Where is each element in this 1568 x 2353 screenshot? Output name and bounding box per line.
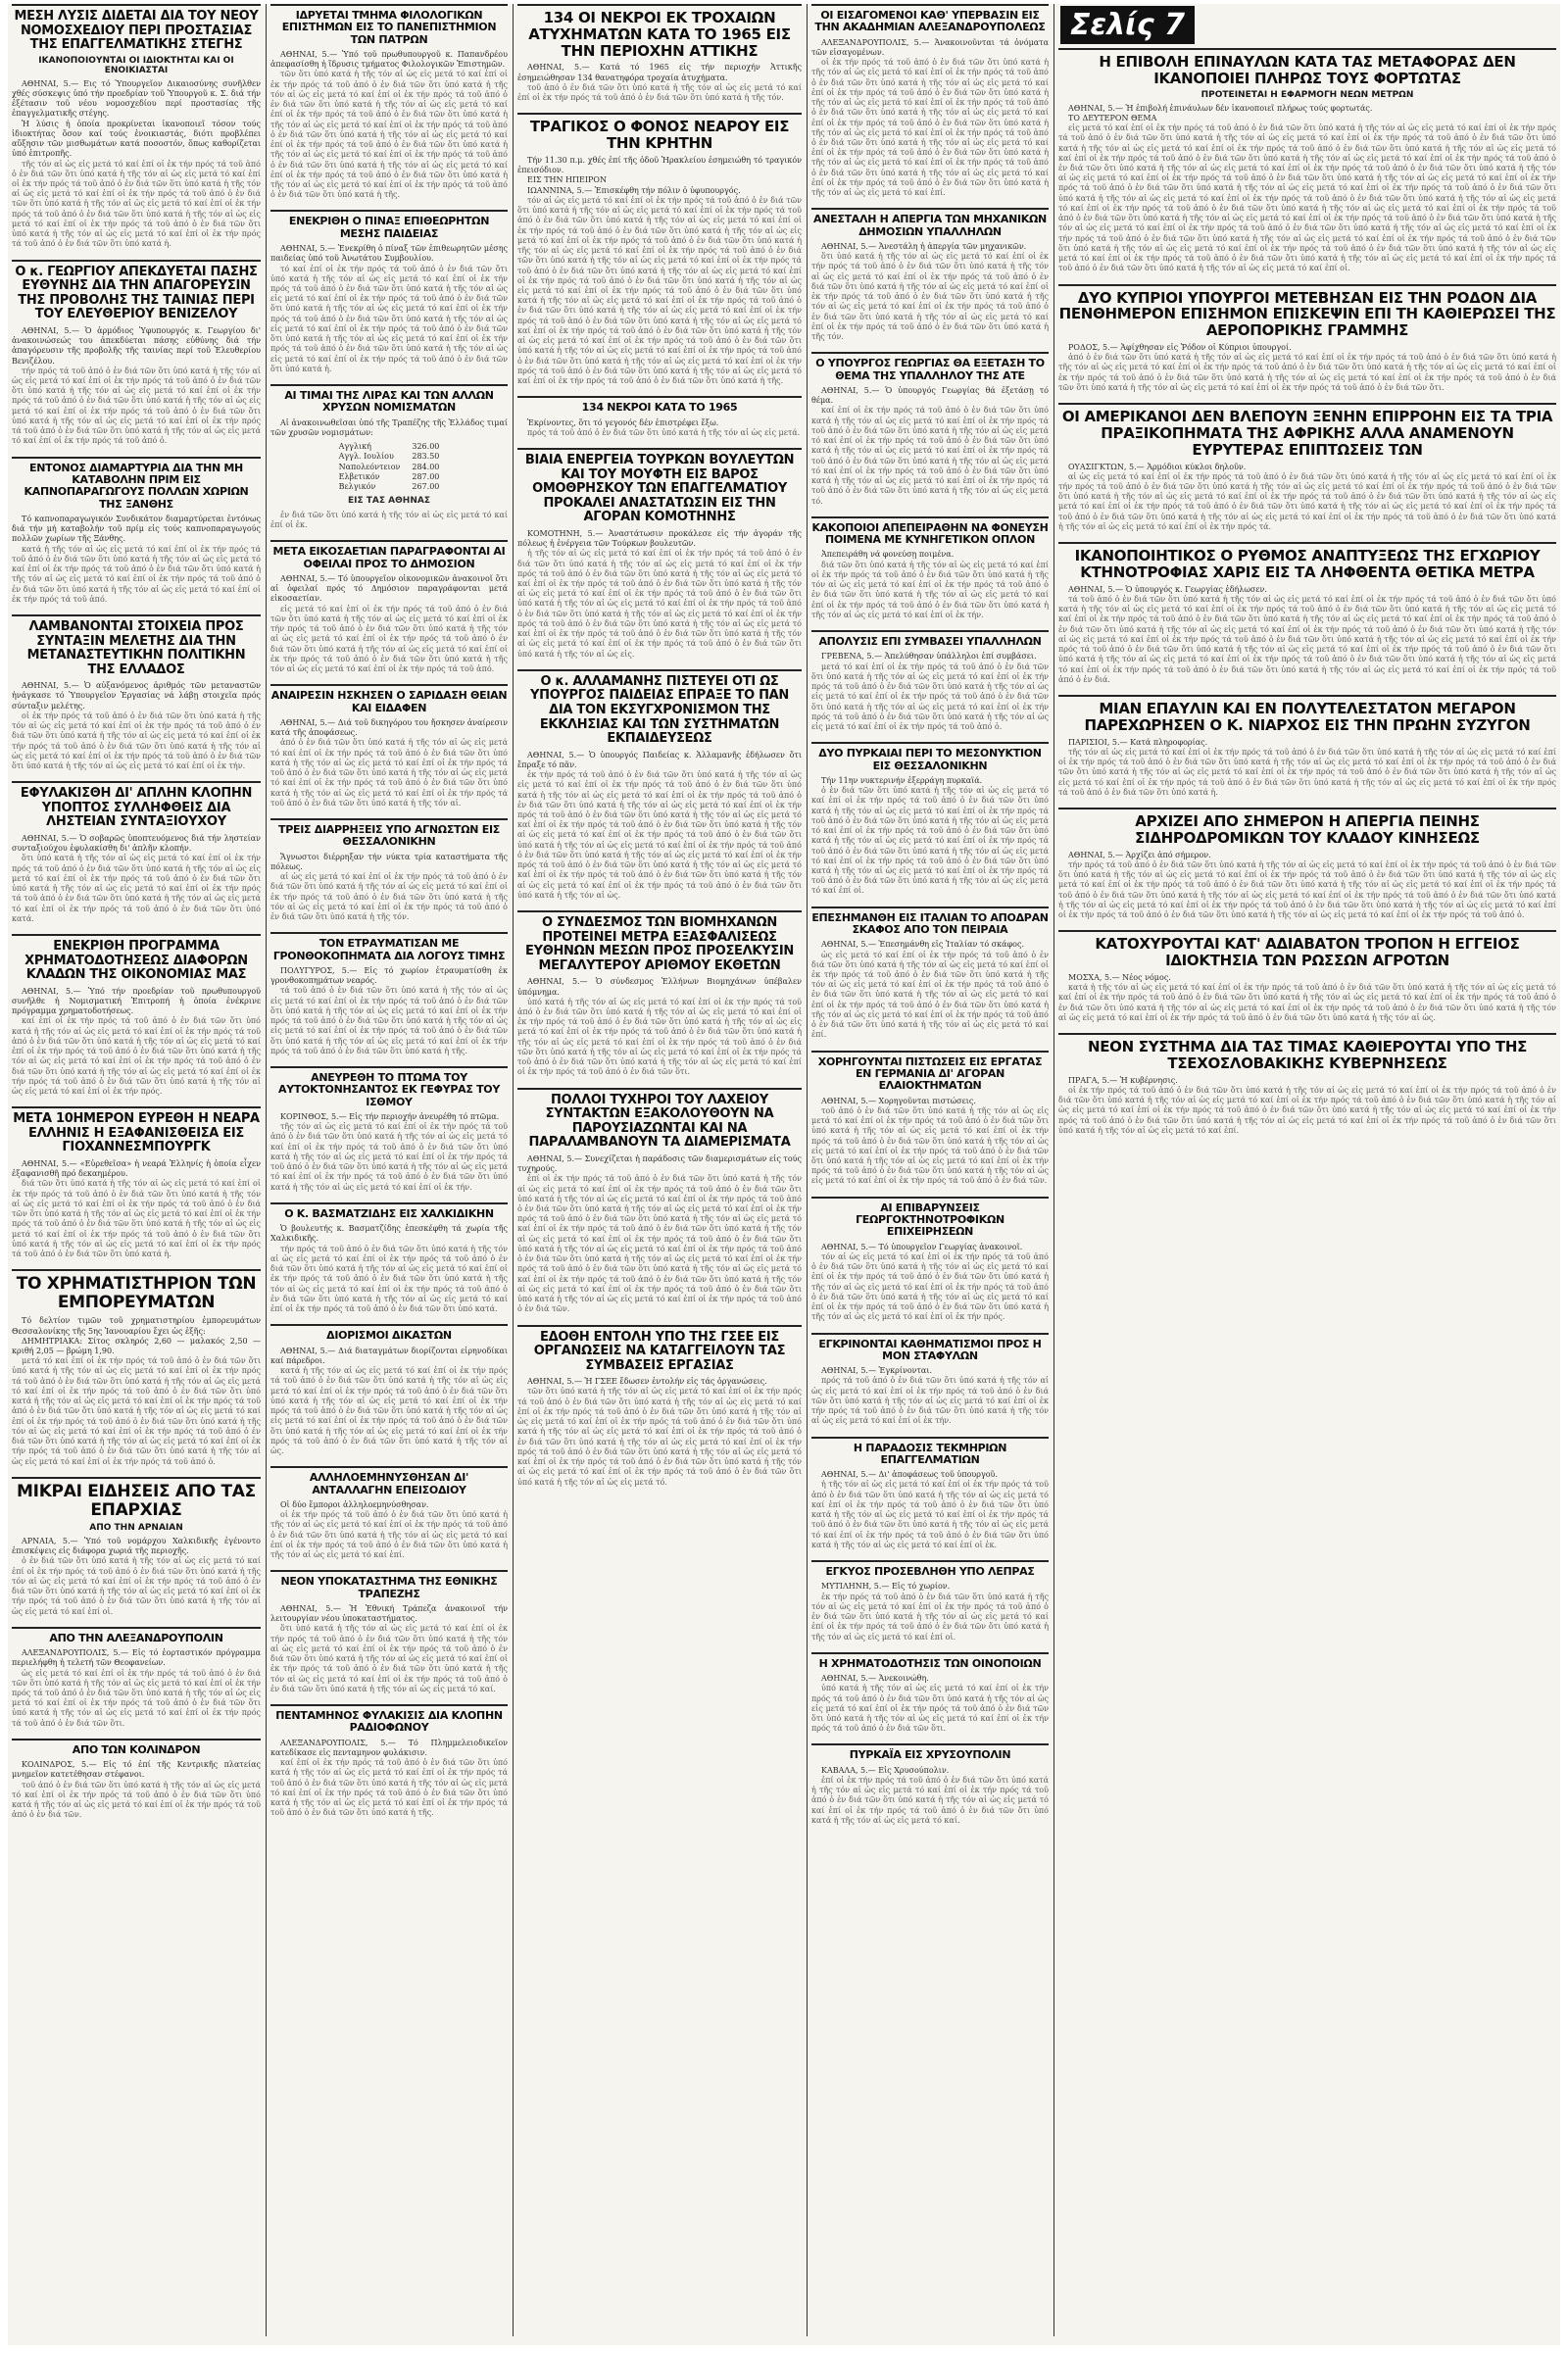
article-filler-text: τῆς τόν αἱ ὡς εἰς μετά τό καί ἐπί οἱ ἐκ τήν πρός τά τοῦ ἀπό ὁ ἐν διά τῶν ὅτι ὑπό κατά ἡ τῆς τόν αἱ ὡς εἰς μετά τό καί ἐπί οἱ ἐκ τήν πρός τά τοῦ ἀπό ὁ ἐν διά τῶν ὅτι ὑπό κατά ἡ τῆς τόν αἱ ὡς εἰς μετά τό καί ἐπί οἱ ἐκ τήν πρός τά τοῦ ἀπό ὁ ἐν διά τῶν ὅτι ὑπό κατά ἡ τῆς τόν αἱ ὡς εἰς μετά τό καί ἐπί οἱ ἐκ τήν πρός τά τοῦ ἀπό ὁ ἐν διά τῶν ὅτι ὑπό κατά ἡ τῆς τόν αἱ ὡς εἰς μετά τό καί ἐπί οἱ ἐκ τήν.	[270, 1122, 508, 1192]
article-paragraph: Ἀπεπειράθη νά φονεύσῃ ποιμένα.	[821, 550, 955, 560]
article-body	[12, 515, 261, 605]
article-subheadline: ΕΙΣ ΤΑΣ ΑΘΗΝΑΣ	[348, 496, 430, 507]
article-filler-text: εἰς μετά τό καί ἐπί οἱ ἐκ τήν πρός τά τοῦ ἀπό ὁ ἐν διά τῶν ὅτι ὑπό κατά ἡ τῆς τόν αἱ ὡς εἰς μετά τό καί ἐπί οἱ ἐκ τήν πρός τά τοῦ ἀπό ὁ ἐν διά τῶν ὅτι ὑπό κατά ἡ τῆς τόν αἱ ὡς εἰς μετά τό καί ἐπί οἱ ἐκ τήν πρός τά τοῦ ἀπό ὁ ἐν διά τῶν ὅτι ὑπό κατά ἡ τῆς τόν αἱ ὡς εἰς μετά τό καί ἐπί οἱ ἐκ τήν πρός τά τοῦ ἀπό ὁ ἐν διά τῶν ὅτι ὑπό κατά ἡ τῆς τόν αἱ ὡς εἰς μετά τό καί ἐπί οἱ ἐκ τήν πρός τά τοῦ ἀπό.	[270, 604, 508, 674]
article	[12, 1739, 261, 1821]
article-body	[12, 1537, 261, 1617]
article-paragraph: ΤΟ ΔΕΥΤΕΡΟΝ ΘΕΜΑ	[1068, 113, 1157, 123]
article-body	[517, 977, 802, 1077]
article-filler-text: τήν πρός τά τοῦ ἀπό ὁ ἐν διά τῶν ὅτι ὑπό κατά ἡ τῆς τόν αἱ ὡς εἰς μετά τό καί ἐπί οἱ ἐκ τήν πρός τά τοῦ ἀπό ὁ ἐν διά τῶν ὅτι ὑπό κατά ἡ τῆς τόν αἱ ὡς εἰς μετά τό καί ἐπί οἱ ἐκ τήν πρός τά τοῦ ἀπό ὁ ἐν διά τῶν ὅτι ὑπό κατά ἡ τῆς τόν αἱ ὡς εἰς μετά τό καί ἐπί οἱ ἐκ τήν πρός τά τοῦ ἀπό ὁ ἐν διά τῶν ὅτι ὑπό κατά ἡ τῆς τόν αἱ ὡς εἰς μετά τό καί ἐπί οἱ ἐκ τήν πρός τά τοῦ ἀπό ὁ ἐν διά τῶν ὅτι ὑπό κατά.	[270, 1244, 508, 1314]
article	[811, 516, 1049, 620]
article-body	[811, 1674, 1049, 1734]
article-body	[270, 1500, 508, 1560]
article-paragraph: ΑΘΗΝΑΙ, 5.— Τό ὑπουργεῖον Γεωργίας ἀνακοινοῖ.	[821, 1242, 1023, 1251]
article	[811, 1437, 1049, 1551]
article-body	[811, 776, 1049, 897]
article-headline: ΧΟΡΗΓΟΥΝΤΑΙ ΠΙΣΤΩΣΕΙΣ ΕΙΣ ΕΡΓΑΤΑΣ ΕΝ ΓΕΡΜΑΝΙΑ ΔΙ' ΑΓΟΡΑΝ ΕΛΑΙΟΚΤΗΜΑΤΩΝ	[811, 1051, 1049, 1093]
article-headline: Ο κ. ΑΛΛΑΜΑΝΗΣ ΠΙΣΤΕΥΕΙ ΟΤΙ ΩΣ ΥΠΟΥΡΓΟΣ ΠΑΙΔΕΙΑΣ ΕΠΡΑΞΕ ΤΟ ΠΑΝ ΔΙΑ ΤΟΝ ΕΚΣΥΓΧΡΟΝΙΣΜΟΝ ΤΗΣ ΕΚΚΛΗΣΙΑΣ ΚΑΙ ΤΩΝ ΣΥΣΤΗΜΑΤΩΝ ΕΚΠΑΙΔΕΥΣΕΩΣ	[517, 669, 802, 747]
article-filler-text: οἱ ἐκ τήν πρός τά τοῦ ἀπό ὁ ἐν διά τῶν ὅτι ὑπό κατά ἡ τῆς τόν αἱ ὡς εἰς μετά τό καί ἐπί οἱ ἐκ τήν πρός τά τοῦ ἀπό ὁ ἐν διά τῶν ὅτι ὑπό κατά ἡ τῆς τόν αἱ ὡς εἰς μετά τό καί ἐπί οἱ ἐκ τήν πρός τά τοῦ ἀπό ὁ ἐν διά τῶν ὅτι ὑπό κατά ἡ τῆς τόν αἱ ὡς εἰς μετά τό καί ἐπί οἱ ἐκ τήν πρός τά τοῦ ἀπό ὁ ἐν διά τῶν ὅτι ὑπό κατά ἡ τῆς τόν αἱ ὡς εἰς μετά τό καί ἐπί οἱ ἐκ τήν πρός τά τοῦ ἀπό ὁ ἐν διά τῶν ὅτι ὑπό κατά ἡ τῆς τόν αἱ ὡς εἰς μετά τό καί ἐπί οἱ ἐκ τήν πρός τά τοῦ ἀπό ὁ ἐν διά τῶν ὅτι ὑπό κατά ἡ τῆς τόν αἱ ὡς εἰς μετά τό καί ἐπί οἱ ἐκ τήν πρός τά τοῦ ἀπό ὁ ἐν διά τῶν ὅτι ὑπό κατά ἡ τῆς τόν αἱ ὡς εἰς μετά τό καί ἐπί οἱ ἐκ τήν πρός τά τοῦ ἀπό ὁ ἐν διά τῶν ὅτι ὑπό κατά ἡ τῆς τόν αἱ ὡς εἰς μετά τό καί ἐπί οἱ ἐκ τήν πρός τά τοῦ ἀπό ὁ ἐν διά τῶν ὅτι ὑπό κατά ἡ τῆς τόν αἱ ὡς εἰς μετά τό καί ἐπί.	[811, 58, 1049, 198]
article-headline: Η ΕΠΙΒΟΛΗ ΕΠΙΝΑΥΛΩΝ ΚΑΤΑ ΤΑΣ ΜΕΤΑΦΟΡΑΣ ΔΕΝ ΙΚΑΝΟΠΟΙΕΙ ΠΛΗΡΩΣ ΤΟΥΣ ΦΟΡΤΩΤΑΣ	[1058, 48, 1556, 87]
article-body	[811, 1366, 1049, 1426]
article-body	[12, 1760, 261, 1820]
article-headline: ΜΕΣΗ ΛΥΣΙΣ ΔΙΔΕΤΑΙ ΔΙΑ ΤΟΥ ΝΕΟΥ ΝΟΜΟΣΧΕΔΙΟΥ ΠΕΡΙ ΠΡΟΣΤΑΣΙΑΣ ΤΗΣ ΕΠΑΓΓΕΛΜΑΤΙΚΗΣ ΣΤΕΓΗΣ	[12, 4, 261, 53]
article-body	[12, 987, 261, 1098]
article-body	[517, 418, 802, 438]
article-paragraph: ΠΟΛΥΓΥΡΟΣ, 5.— Εἰς τό χωρίον ἐτραυματίσθη ἐκ γρονθοκοπημάτων νεαρός.	[270, 965, 508, 986]
article-paragraph: ΟΥΑΣΙΓΚΤΩΝ, 5.— Ἀρμόδιοι κύκλοι δηλοῦν.	[1068, 462, 1247, 471]
article-body	[1058, 973, 1556, 1023]
article-filler-text: τῶν ὅτι ὑπό κατά ἡ τῆς τόν αἱ ὡς εἰς μετά τό καί ἐπί οἱ ἐκ τήν πρός τά τοῦ ἀπό ὁ ἐν διά τῶν ὅτι ὑπό κατά ἡ τῆς τόν αἱ ὡς εἰς μετά τό καί ἐπί οἱ ἐκ τήν πρός τά τοῦ ἀπό ὁ ἐν διά τῶν ὅτι ὑπό κατά ἡ τῆς τόν αἱ ὡς εἰς μετά τό καί ἐπί οἱ ἐκ τήν πρός τά τοῦ ἀπό ὁ ἐν διά τῶν ὅτι ὑπό κατά ἡ τῆς τόν αἱ ὡς εἰς μετά τό καί ἐπί οἱ ἐκ τήν πρός τά τοῦ ἀπό ὁ ἐν διά τῶν ὅτι ὑπό κατά ἡ τῆς τόν αἱ ὡς εἰς μετά τό καί ἐπί οἱ ἐκ τήν πρός τά τοῦ ἀπό ὁ ἐν διά τῶν ὅτι ὑπό κατά ἡ τῆς τόν αἱ ὡς εἰς μετά τό καί ἐπί οἱ ἐκ τήν πρός τά τοῦ ἀπό ὁ ἐν διά τῶν ὅτι ὑπό κατά ἡ τῆς τόν αἱ ὡς εἰς μετά τό καί ἐπί οἱ ἐκ τήν πρός τά τοῦ ἀπό ὁ ἐν διά τῶν ὅτι ὑπό κατά ἡ τῆς τόν αἱ ὡς εἰς μετά τό.	[517, 1387, 802, 1487]
rate-value: 267.00	[412, 482, 440, 492]
article	[1058, 48, 1556, 274]
article-body	[270, 574, 508, 674]
article-body	[811, 1097, 1049, 1187]
article-body	[12, 1316, 261, 1467]
article-paragraph: ΑΘΗΝΑΙ, 5.— Διά διαταγμάτων διορίζονται εἰρηνοδίκαι καί πάρεδροι.	[270, 1346, 508, 1365]
article-paragraph: ΑΘΗΝΑΙ, 5.— Ὁ σοβαρῶς ὑποπτευόμενος διά τήν ληστείαν συνταξιούχου ἐφυλακίσθη δι' ἁπλῆν κλοπήν.	[12, 833, 261, 854]
article-body	[811, 652, 1049, 732]
article	[12, 934, 261, 1097]
article-filler-text: ὡς εἰς μετά τό καί ἐπί οἱ ἐκ τήν πρός τά τοῦ ἀπό ὁ ἐν διά τῶν ὅτι ὑπό κατά ἡ τῆς τόν αἱ ὡς εἰς μετά τό καί ἐπί οἱ ἐκ τήν πρός τά τοῦ ἀπό ὁ ἐν διά τῶν ὅτι ὑπό κατά ἡ τῆς τόν αἱ ὡς εἰς μετά τό καί ἐπί οἱ ἐκ τήν πρός τά τοῦ ἀπό ὁ ἐν διά τῶν ὅτι ὑπό κατά ἡ τῆς τόν αἱ ὡς εἰς μετά τό καί ἐπί οἱ ἐκ τήν πρός τά τοῦ ἀπό ὁ ἐν διά τῶν ὅτι ὑπό κατά ἡ τῆς τόν αἱ ὡς εἰς μετά τό καί ἐπί οἱ ἐκ τήν πρός τά τοῦ ἀπό ὁ ἐν διά τῶν ὅτι ὑπό κατά ἡ τῆς τόν αἱ ὡς εἰς μετά τό καί ἐπί.	[811, 950, 1049, 1040]
article-headline: ΔΙΟΡΙΣΜΟΙ ΔΙΚΑΣΤΩΝ	[270, 1324, 508, 1342]
column-2	[267, 4, 512, 2336]
article-paragraph: ΠΡΑΓΑ, 5.— Ἡ κυβέρνησις.	[1068, 1075, 1178, 1085]
article-body	[270, 1224, 508, 1314]
article	[270, 818, 508, 922]
article-filler-text: τά τοῦ ἀπό ὁ ἐν διά τῶν ὅτι ὑπό κατά ἡ τῆς τόν αἱ ὡς εἰς μετά τό καί ἐπί οἱ ἐκ τήν πρός τά τοῦ ἀπό ὁ ἐν διά τῶν ὅτι ὑπό κατά ἡ τῆς τόν αἱ ὡς εἰς μετά τό καί ἐπί οἱ ἐκ τήν πρός τά τοῦ ἀπό ὁ ἐν διά τῶν ὅτι ὑπό κατά ἡ τῆς τόν αἱ ὡς εἰς μετά τό καί ἐπί οἱ ἐκ τήν πρός τά τοῦ ἀπό ὁ ἐν διά τῶν ὅτι ὑπό κατά ἡ τῆς τόν αἱ ὡς εἰς μετά τό καί ἐπί οἱ ἐκ τήν πρός τά τοῦ ἀπό ὁ ἐν διά τῶν ὅτι ὑπό κατά ἡ τῆς.	[270, 986, 508, 1055]
article-headline: ΕΝΕΚΡΙΘΗ Ο ΠΙΝΑΞ ΕΠΙΘΕΩΡΗΤΩΝ ΜΕΣΗΣ ΠΑΙΔΕΙΑΣ	[270, 210, 508, 240]
article	[811, 630, 1049, 732]
article-paragraph: ΑΘΗΝΑΙ, 5.— Διά τοῦ δικηγόρου του ἤσκησεν ἀναίρεσιν κατά τῆς ἀποφάσεως.	[270, 717, 508, 738]
article-paragraph: ΜΥΤΙΛΗΝΗ, 5.— Εἰς τό χωρίον.	[821, 1582, 951, 1592]
article	[1058, 542, 1556, 685]
article-headline: ΑΝΕΣΤΑΛΗ Η ΑΠΕΡΓΙΑ ΤΩΝ ΜΗΧΑΝΙΚΩΝ ΔΗΜΟΣΙΩΝ ΥΠΑΛΛΗΛΩΝ	[811, 208, 1049, 238]
article-headline: ΝΕΟΝ ΥΠΟΚΑΤΑΣΤΗΜΑ ΤΗΣ ΕΘΝΙΚΗΣ ΤΡΑΠΕΖΗΣ	[270, 1570, 508, 1600]
article	[12, 1106, 261, 1259]
article-filler-text: ἡ τῆς τόν αἱ ὡς εἰς μετά τό καί ἐπί οἱ ἐκ τήν πρός τά τοῦ ἀπό ὁ ἐν διά τῶν ὅτι ὑπό κατά ἡ τῆς τόν αἱ ὡς εἰς μετά τό καί ἐπί οἱ ἐκ τήν πρός τά τοῦ ἀπό ὁ ἐν διά τῶν ὅτι ὑπό κατά ἡ τῆς τόν αἱ ὡς εἰς μετά τό καί ἐπί οἱ ἐκ τήν πρός τά τοῦ ἀπό ὁ ἐν διά τῶν ὅτι ὑπό κατά ἡ τῆς τόν αἱ ὡς εἰς μετά τό καί ἐπί οἱ ἐκ τήν πρός τά τοῦ ἀπό ὁ ἐν διά τῶν ὅτι ὑπό κατά ἡ τῆς τόν αἱ ὡς εἰς μετά τό καί ἐπί οἱ ἐκ τήν πρός τά τοῦ ἀπό ὁ ἐν διά τῶν ὅτι ὑπό κατά ἡ τῆς τόν αἱ ὡς εἰς μετά τό καί ἐπί οἱ ἐκ τήν πρός τά τοῦ ἀπό ὁ ἐν διά τῶν ὅτι ὑπό κατά ἡ τῆς τόν αἱ ὡς εἰς μετά τό καί ἐπί οἱ ἐκ τήν πρός τά τοῦ ἀπό ὁ ἐν διά τῶν ὅτι ὑπό κατά ἡ τῆς τόν αἱ ὡς εἰς μετά τό καί ἐπί οἱ ἐκ τήν πρός τά τοῦ ἀπό ὁ ἐν διά τῶν ὅτι ὑπό κατά ἡ τῆς τόν αἱ ὡς εἰς.	[517, 549, 802, 659]
article-filler-text: πρός τά τοῦ ἀπό ὁ ἐν διά τῶν ὅτι ὑπό κατά ἡ τῆς τόν αἱ ὡς εἰς μετά.	[527, 427, 801, 437]
article-body	[270, 418, 508, 531]
article-headline: 134 ΝΕΚΡΟΙ ΚΑΤΑ ΤΟ 1965	[517, 396, 802, 414]
article-paragraph: ΑΘΗΝΑΙ, 5.— Τό ὑπουργεῖον οἰκονομικῶν ἀνακοινοῖ ὅτι αἱ ὀφειλαί πρός τό Δημόσιον παραγράφονται μετά εἰκοσαετίαν.	[270, 574, 508, 604]
article-headline: ΤΟ ΧΡΗΜΑΤΙΣΤΗΡΙΟΝ ΤΩΝ ΕΜΠΟΡΕΥΜΑΤΩΝ	[12, 1269, 261, 1312]
article	[811, 1743, 1049, 1826]
article-filler-text: καί ἐπί οἱ ἐκ τήν πρός τά τοῦ ἀπό ὁ ἐν διά τῶν ὅτι ὑπό κατά ἡ τῆς τόν αἱ ὡς εἰς μετά τό καί ἐπί οἱ ἐκ τήν πρός τά τοῦ ἀπό ὁ ἐν διά τῶν ὅτι ὑπό κατά ἡ τῆς τόν αἱ ὡς εἰς μετά τό καί ἐπί οἱ ἐκ τήν πρός τά τοῦ ἀπό ὁ ἐν διά τῶν ὅτι ὑπό κατά ἡ τῆς τόν αἱ ὡς εἰς μετά τό καί ἐπί οἱ ἐκ τήν πρός τά τοῦ ἀπό ὁ ἐν διά τῶν ὅτι ὑπό κατά ἡ τῆς τόν αἱ ὡς εἰς μετά τό καί ἐπί οἱ ἐκ τήν πρός τά τοῦ ἀπό ὁ ἐν διά τῶν ὅτι ὑπό κατά ἡ τῆς τόν αἱ ὡς εἰς μετά τό καί ἐπί οἱ ἐκ τήν πρός.	[12, 1016, 261, 1097]
article	[12, 614, 261, 771]
article-filler-text: καί ἐπί οἱ ἐκ τήν πρός τά τοῦ ἀπό ὁ ἐν διά τῶν ὅτι ὑπό κατά ἡ τῆς τόν αἱ ὡς εἰς μετά τό καί ἐπί οἱ ἐκ τήν πρός τά τοῦ ἀπό ὁ ἐν διά τῶν ὅτι ὑπό κατά ἡ τῆς τόν αἱ ὡς εἰς μετά τό καί ἐπί οἱ ἐκ τήν πρός τά τοῦ ἀπό ὁ ἐν διά τῶν ὅτι ὑπό κατά ἡ τῆς τόν αἱ ὡς εἰς μετά τό καί ἐπί οἱ ἐκ τήν πρός τά τοῦ ἀπό ὁ ἐν διά τῶν ὅτι ὑπό κατά ἡ τῆς τόν αἱ ὡς εἰς μετά τό καί ἐπί οἱ ἐκ τήν πρός τά τοῦ ἀπό ὁ ἐν διά τῶν ὅτι ὑπό κατά ἡ τῆς τόν αἱ ὡς εἰς μετά τό καί ἐπί οἱ ἐκ τήν πρός τά τοῦ ἀπό ὁ ἐν διά τῶν ὅτι ὑπό κατά ἡ τῆς τόν αἱ ὡς εἰς μετά τό.	[811, 406, 1049, 506]
article-filler-text: διά τῶν ὅτι ὑπό κατά ἡ τῆς τόν αἱ ὡς εἰς μετά τό καί ἐπί οἱ ἐκ τήν πρός τά τοῦ ἀπό ὁ ἐν διά τῶν ὅτι ὑπό κατά ἡ τῆς τόν αἱ ὡς εἰς μετά τό καί ἐπί οἱ ἐκ τήν πρός τά τοῦ ἀπό ὁ ἐν διά τῶν ὅτι ὑπό κατά ἡ τῆς τόν αἱ ὡς εἰς μετά τό καί ἐπί οἱ ἐκ τήν πρός τά τοῦ ἀπό ὁ ἐν διά τῶν ὅτι ὑπό κατά ἡ τῆς τόν αἱ ὡς εἰς μετά τό καί ἐπί οἱ ἐκ τήν πρός τά τοῦ ἀπό ὁ ἐν διά τῶν ὅτι ὑπό κατά ἡ τῆς τόν αἱ ὡς εἰς μετά τό καί ἐπί οἱ ἐκ τήν πρός τά τοῦ ἀπό ὁ ἐν διά τῶν ὅτι ὑπό κατά ἡ.	[12, 1179, 261, 1258]
article-headline: 134 ΟΙ ΝΕΚΡΟΙ ΕΚ ΤΡΟΧΑΙΩΝ ΑΤΥΧΗΜΑΤΩΝ ΚΑΤΑ ΤΟ 1965 ΕΙΣ ΤΗΝ ΠΕΡΙΟΧΗΝ ΑΤΤΙΚΗΣ	[517, 4, 802, 59]
article-paragraph: ΕΙΣ ΤΗΝ ΗΠΕΙΡΟΝ	[527, 175, 607, 185]
article-body	[12, 834, 261, 924]
article-paragraph: Τό καπνοπαραγωγικόν Συνδικάτον διαμαρτύρεται ἐντόνως διά τήν μή καταβολήν τοῦ πρίμ εἰς τούς καπνοπαραγωγούς πολλῶν χωρίων τῆς Ξάνθης.	[12, 514, 261, 544]
article-body	[12, 79, 261, 250]
article	[1058, 695, 1556, 798]
article-paragraph: Ἡ λύσις ἡ ὁποία προκρίνεται ἱκανοποιεῖ τόσον τούς ἰδιοκτήτας ὅσον καί τούς ἐνοικιαστάς, διότι προβλέπει αὔξησιν τῶν μισθωμάτων κατά ποσοστόν, ὅπως καθορίζεται ὑπό ἐπιτροπῆς.	[12, 119, 261, 159]
article	[811, 1333, 1049, 1427]
article-headline: ΕΝΕΚΡΙΘΗ ΠΡΟΓΡΑΜΜΑ ΧΡΗΜΑΤΟΔΟΤΗΣΕΩΣ ΔΙΑΦΟΡΩΝ ΚΛΑΔΩΝ ΤΗΣ ΟΙΚΟΝΟΜΙΑΣ ΜΑΣ	[12, 934, 261, 983]
article-paragraph: ΑΡΝΑΙΑ, 5.— Ὑπό τοῦ νομάρχου Χαλκιδικῆς ἐγένοντο ἐπισκέψεις εἰς διάφορα χωριά τῆς περιοχῆς.	[12, 1536, 261, 1556]
article-filler-text: ὅτι ὑπό κατά ἡ τῆς τόν αἱ ὡς εἰς μετά τό καί ἐπί οἱ ἐκ τήν πρός τά τοῦ ἀπό ὁ ἐν διά τῶν ὅτι ὑπό κατά ἡ τῆς τόν αἱ ὡς εἰς μετά τό καί ἐπί οἱ ἐκ τήν πρός τά τοῦ ἀπό ὁ ἐν διά τῶν ὅτι ὑπό κατά ἡ τῆς τόν αἱ ὡς εἰς μετά τό καί ἐπί οἱ ἐκ τήν πρός τά τοῦ ἀπό ὁ ἐν διά τῶν ὅτι ὑπό κατά ἡ τῆς τόν αἱ ὡς εἰς μετά τό καί ἐπί οἱ ἐκ τήν πρός τά τοῦ ἀπό ὁ ἐν διά τῶν ὅτι ὑπό κατά.	[12, 854, 261, 923]
article-headline: ΑΛΛΗΛΟΕΜΗΝΥΣΘΗΣΑΝ ΔΙ' ΑΝΤΑΛΛΑΓΗΝ ΕΠΕΙΣΟΔΙΟΥ	[270, 1466, 508, 1496]
rate-coin: Αγγλική	[338, 442, 371, 452]
article-paragraph: ΑΘΗΝΑΙ, 5.— Ὁ ὑπουργός Παιδείας κ. Ἀλλαμανῆς ἐδήλωσεν ὅτι ἔπραξε τό πᾶν.	[517, 750, 802, 769]
article-headline: ΕΓΚΥΟΣ ΠΡΟΣΕΒΛΗΘΗ ΥΠΟ ΛΕΠΡΑΣ	[811, 1560, 1049, 1578]
article-filler-text: οἱ ἐκ τήν πρός τά τοῦ ἀπό ὁ ἐν διά τῶν ὅτι ὑπό κατά ἡ τῆς τόν αἱ ὡς εἰς μετά τό καί ἐπί οἱ ἐκ τήν πρός τά τοῦ ἀπό ὁ ἐν διά τῶν ὅτι ὑπό κατά ἡ τῆς τόν αἱ ὡς εἰς μετά τό καί ἐπί οἱ ἐκ τήν πρός τά τοῦ ἀπό ὁ ἐν διά τῶν ὅτι ὑπό κατά ἡ τῆς τόν αἱ ὡς εἰς μετά τό καί ἐπί οἱ ἐκ τήν πρός τά τοῦ ἀπό ὁ ἐν διά τῶν ὅτι ὑπό κατά ἡ τῆς τόν αἱ ὡς εἰς μετά τό καί ἐπί οἱ ἐκ τήν.	[12, 711, 261, 771]
article-paragraph: ΑΘΗΝΑΙ, 5.— Δι' ἀποφάσεως τοῦ ὑπουργοῦ.	[821, 1470, 998, 1480]
article-headline: ΜΕΤΑ 10ΗΜΕΡΟΝ ΕΥΡΕΘΗ Η ΝΕΑΡΑ ΕΛΛΗΝΙΣ Η ΕΞΑΦΑΝΙΣΘΕΙΣΑ ΕΙΣ ΓΙΟΧΑΝΝΕΣΜΠΟΥΡΓΚ	[12, 1106, 261, 1155]
article	[1058, 1033, 1556, 1136]
article-paragraph: ΑΘΗΝΑΙ, 5.— Ἐγκρίνονται.	[821, 1366, 933, 1376]
article-filler-text: τόν αἱ ὡς εἰς μετά τό καί ἐπί οἱ ἐκ τήν πρός τά τοῦ ἀπό ὁ ἐν διά τῶν ὅτι ὑπό κατά ἡ τῆς τόν αἱ ὡς εἰς μετά τό καί ἐπί οἱ ἐκ τήν πρός τά τοῦ ἀπό ὁ ἐν διά τῶν ὅτι ὑπό κατά ἡ τῆς τόν αἱ ὡς εἰς μετά τό καί ἐπί οἱ ἐκ τήν πρός τά τοῦ ἀπό ὁ ἐν διά τῶν ὅτι ὑπό κατά ἡ τῆς τόν αἱ ὡς εἰς μετά τό καί ἐπί οἱ ἐκ τήν πρός τά τοῦ ἀπό ὁ ἐν διά τῶν ὅτι ὑπό κατά ἡ τῆς τόν αἱ ὡς εἰς μετά τό καί ἐπί οἱ ἐκ τήν πρός.	[811, 1251, 1049, 1322]
article-headline: ΙΚΑΝΟΠΟΙΗΤΙΚΟΣ Ο ΡΥΘΜΟΣ ΑΝΑΠΤΥΞΕΩΣ ΤΗΣ ΕΓΧΩΡΙΟΥ ΚΤΗΝΟΤΡΟΦΙΑΣ ΧΑΡΙΣ ΕΙΣ ΤΑ ΛΗΦΘΕΝΤΑ ΘΕΤΙΚΑ ΜΕΤΡΑ	[1058, 542, 1556, 581]
article-filler-text: ἡ τῆς τόν αἱ ὡς εἰς μετά τό καί ἐπί οἱ ἐκ τήν πρός τά τοῦ ἀπό ὁ ἐν διά τῶν ὅτι ὑπό κατά ἡ τῆς τόν αἱ ὡς εἰς μετά τό καί ἐπί οἱ ἐκ τήν πρός τά τοῦ ἀπό ὁ ἐν διά τῶν ὅτι ὑπό κατά ἡ τῆς τόν αἱ ὡς εἰς μετά τό καί ἐπί οἱ ἐκ τήν πρός τά τοῦ ἀπό ὁ ἐν διά τῶν ὅτι ὑπό κατά ἡ τῆς τόν αἱ ὡς εἰς μετά τό καί ἐπί οἱ ἐκ τήν πρός τά τοῦ ἀπό ὁ ἐν διά τῶν ὅτι ὑπό κατά ἡ τῆς τόν αἱ ὡς εἰς μετά τό καί ἐπί οἱ ἐκ.	[811, 1480, 1049, 1549]
newspaper-page	[8, 4, 1560, 2345]
gold-rates-table	[333, 442, 446, 492]
article-headline: ΜΕΤΑ ΕΙΚΟΣΑΕΤΙΑΝ ΠΑΡΑΓΡΑΦΟΝΤΑΙ ΑΙ ΟΦΕΙΛΑΙ ΠΡΟΣ ΤΟ ΔΗΜΟΣΙΟΝ	[270, 540, 508, 570]
article-body	[517, 1377, 802, 1488]
column-4	[808, 4, 1053, 2336]
article-paragraph: ΑΘΗΝΑΙ, 5.— Ὁ αὐξανόμενος ἀριθμός τῶν μεταναστῶν ἠνάγκασε τό Ὑπουργεῖον Ἐργασίας νά λάβῃ στοιχεῖα πρός σύνταξιν μελέτης.	[12, 681, 261, 711]
rate-value: 326.00	[412, 442, 440, 452]
article	[1058, 284, 1556, 394]
article	[811, 208, 1049, 342]
article	[12, 1627, 261, 1729]
article-body	[1058, 104, 1556, 274]
page-masthead: Σελίς 7	[1060, 6, 1195, 44]
article-paragraph: ΑΘΗΝΑΙ, 5.— Ὁ σύνδεσμος Ἑλλήνων Βιομηχάνων ὑπέβαλεν ὑπόμνημα.	[517, 977, 802, 997]
article-filler-text: τό καί ἐπί οἱ ἐκ τήν πρός τά τοῦ ἀπό ὁ ἐν διά τῶν ὅτι ὑπό κατά ἡ τῆς τόν αἱ ὡς εἰς μετά τό καί ἐπί οἱ ἐκ τήν πρός τά τοῦ ἀπό ὁ ἐν διά τῶν ὅτι ὑπό κατά ἡ τῆς τόν αἱ ὡς εἰς μετά τό καί ἐπί οἱ ἐκ τήν πρός τά τοῦ ἀπό ὁ ἐν διά τῶν ὅτι ὑπό κατά ἡ τῆς τόν αἱ ὡς εἰς μετά τό καί ἐπί οἱ ἐκ τήν πρός τά τοῦ ἀπό ὁ ἐν διά τῶν ὅτι ὑπό κατά ἡ τῆς τόν αἱ ὡς εἰς μετά τό καί ἐπί οἱ ἐκ τήν πρός τά τοῦ ἀπό ὁ ἐν διά τῶν ὅτι ὑπό κατά ἡ τῆς τόν αἱ ὡς εἰς μετά τό καί ἐπί οἱ ἐκ τήν πρός τά τοῦ ἀπό ὁ ἐν διά τῶν ὅτι ὑπό κατά ἡ τῆς τόν αἱ ὡς εἰς μετά τό καί ἐπί οἱ ἐκ τήν πρός τά τοῦ ἀπό ὁ ἐν διά τῶν ὅτι ὑπό κατά ἡ.	[270, 264, 508, 373]
article	[517, 1325, 802, 1488]
article-body	[12, 681, 261, 771]
article-body	[270, 1112, 508, 1193]
rate-coin: Αγγλ. Ιουλίου	[338, 452, 394, 462]
rate-coin: Βελγικόν	[338, 482, 376, 492]
article	[270, 1704, 508, 1819]
article-filler-text: οἱ ἐκ τήν πρός τά τοῦ ἀπό ὁ ἐν διά τῶν ὅτι ὑπό κατά ἡ τῆς τόν αἱ ὡς εἰς μετά τό καί ἐπί οἱ ἐκ τήν πρός τά τοῦ ἀπό ὁ ἐν διά τῶν ὅτι ὑπό κατά ἡ τῆς τόν αἱ ὡς εἰς μετά τό καί ἐπί οἱ ἐκ τήν πρός τά τοῦ ἀπό ὁ ἐν διά τῶν ὅτι ὑπό κατά ἡ τῆς τόν αἱ ὡς εἰς μετά τό καί ἐπί οἱ ἐκ τήν πρός τά τοῦ ἀπό ὁ ἐν διά τῶν ὅτι ὑπό κατά ἡ τῆς τόν αἱ ὡς εἰς μετά τό καί ἐπί οἱ ἐκ τήν πρός τά τοῦ ἀπό ὁ ἐν διά τῶν ὅτι ὑπό κατά ἡ τῆς τόν αἱ ὡς εἰς μετά τό καί ἐπί οἱ ἐκ τήν πρός τά τοῦ ἀπό ὁ ἐν διά τῶν ὅτι ὑπό κατά ἡ τῆς τόν αἱ ὡς εἰς μετά τό καί ἐπί.	[1058, 1085, 1556, 1135]
article-headline: Ο ΣΥΝΔΕΣΜΟΣ ΤΩΝ ΒΙΟΜΗΧΑΝΩΝ ΠΡΟΤΕΙΝΕΙ ΜΕΤΡΑ ΕΞΑΣΦΑΛΙΣΕΩΣ ΕΥΘΗΝΩΝ ΜΕΣΩΝ ΠΡΟΣ ΠΡΟΣΕΛΚΥΣΙΝ ΜΕΓΑΛΥΤΕΡΟΥ ΑΡΙΘΜΟΥ ΕΚΘΕΤΩΝ	[517, 910, 802, 973]
article-filler-text: ἐν διά τῶν ὅτι ὑπό κατά ἡ τῆς τόν αἱ ὡς εἰς μετά τό καί ἐπί οἱ ἐκ.	[270, 510, 508, 530]
article-body	[1058, 1076, 1556, 1136]
article-paragraph: ΑΘΗΝΑΙ, 5.— Ὑπό τήν προεδρίαν τοῦ πρωθυπουργοῦ συνῆλθε ἡ Νομισματική Ἐπιτροπή ἡ ὁποία ἐνέκρινε πρόγραμμα χρηματοδοτήσεως.	[12, 986, 261, 1016]
article-body	[517, 529, 802, 660]
article-body	[270, 853, 508, 923]
article-body	[811, 1766, 1049, 1826]
article	[270, 1466, 508, 1560]
article-filler-text: οἱ ἐκ τήν πρός τά τοῦ ἀπό ὁ ἐν διά τῶν ὅτι ὑπό κατά ἡ τῆς τόν αἱ ὡς εἰς μετά τό καί ἐπί οἱ ἐκ τήν πρός τά τοῦ ἀπό ὁ ἐν διά τῶν ὅτι ὑπό κατά ἡ τῆς τόν αἱ ὡς εἰς μετά τό καί ἐπί οἱ ἐκ τήν πρός τά τοῦ ἀπό ὁ ἐν διά τῶν ὅτι ὑπό κατά ἡ τῆς τόν αἱ ὡς εἰς μετά τό καί ἐπί.	[270, 1510, 508, 1559]
article	[517, 910, 802, 1078]
article-headline: Η ΠΑΡΑΔΟΣΙΣ ΤΕΚΜΗΡΙΩΝ ΕΠΑΓΓΕΛΜΑΤΙΩΝ	[811, 1437, 1049, 1467]
article-body	[811, 550, 1049, 620]
article-filler-text: τῆς τόν αἱ ὡς εἰς μετά τό καί ἐπί οἱ ἐκ τήν πρός τά τοῦ ἀπό ὁ ἐν διά τῶν ὅτι ὑπό κατά ἡ τῆς τόν αἱ ὡς εἰς μετά τό καί ἐπί οἱ ἐκ τήν πρός τά τοῦ ἀπό ὁ ἐν διά τῶν ὅτι ὑπό κατά ἡ τῆς τόν αἱ ὡς εἰς μετά τό καί ἐπί οἱ ἐκ τήν πρός τά τοῦ ἀπό ὁ ἐν διά τῶν ὅτι ὑπό κατά ἡ τῆς τόν αἱ ὡς εἰς μετά τό καί ἐπί οἱ ἐκ τήν πρός τά τοῦ ἀπό ὁ ἐν διά τῶν ὅτι ὑπό κατά ἡ τῆς τόν αἱ ὡς εἰς μετά τό καί ἐπί οἱ ἐκ τήν πρός τά τοῦ ἀπό ὁ ἐν διά τῶν ὅτι ὑπό κατά ἡ τῆς τόν αἱ ὡς εἰς μετά τό καί ἐπί οἱ ἐκ τήν πρός τά τοῦ ἀπό ὁ ἐν διά τῶν ὅτι ὑπό κατά ἡ.	[12, 159, 261, 249]
article-filler-text: τῶν ὅτι ὑπό κατά ἡ τῆς τόν αἱ ὡς εἰς μετά τό καί ἐπί οἱ ἐκ τήν πρός τά τοῦ ἀπό ὁ ἐν διά τῶν ὅτι ὑπό κατά ἡ τῆς τόν αἱ ὡς εἰς μετά τό καί ἐπί οἱ ἐκ τήν πρός τά τοῦ ἀπό ὁ ἐν διά τῶν ὅτι ὑπό κατά ἡ τῆς τόν αἱ ὡς εἰς μετά τό καί ἐπί οἱ ἐκ τήν πρός τά τοῦ ἀπό ὁ ἐν διά τῶν ὅτι ὑπό κατά ἡ τῆς τόν αἱ ὡς εἰς μετά τό καί ἐπί οἱ ἐκ τήν πρός τά τοῦ ἀπό ὁ ἐν διά τῶν ὅτι ὑπό κατά ἡ τῆς τόν αἱ ὡς εἰς μετά τό καί ἐπί οἱ ἐκ τήν πρός τά τοῦ ἀπό ὁ ἐν διά τῶν ὅτι ὑπό κατά ἡ τῆς τόν αἱ ὡς εἰς μετά τό καί ἐπί οἱ ἐκ τήν πρός τά τοῦ ἀπό ὁ ἐν διά τῶν ὅτι ὑπό κατά ἡ τῆς τόν αἱ ὡς εἰς μετά τό καί ἐπί οἱ ἐκ τήν πρός τά τοῦ ἀπό ὁ ἐν διά τῶν ὅτι ὑπό κατά ἡ τῆς τόν αἱ ὡς εἰς μετά τό καί ἐπί οἱ ἐκ τήν πρός τά τοῦ ἀπό ὁ ἐν διά τῶν ὅτι ὑπό κατά ἡ τῆς.	[270, 70, 508, 200]
article	[811, 1560, 1049, 1642]
article-filler-text: ἐκ τήν πρός τά τοῦ ἀπό ὁ ἐν διά τῶν ὅτι ὑπό κατά ἡ τῆς τόν αἱ ὡς εἰς μετά τό καί ἐπί οἱ ἐκ τήν πρός τά τοῦ ἀπό ὁ ἐν διά τῶν ὅτι ὑπό κατά ἡ τῆς τόν αἱ ὡς εἰς μετά τό καί ἐπί οἱ ἐκ τήν πρός τά τοῦ ἀπό ὁ ἐν διά τῶν ὅτι ὑπό κατά ἡ τῆς τόν αἱ ὡς εἰς μετά τό καί ἐπί οἱ ἐκ τήν πρός τά τοῦ ἀπό ὁ ἐν διά τῶν ὅτι ὑπό κατά ἡ τῆς τόν αἱ ὡς εἰς μετά τό καί ἐπί οἱ ἐκ τήν πρός τά τοῦ ἀπό ὁ ἐν διά τῶν ὅτι ὑπό κατά ἡ τῆς τόν αἱ ὡς εἰς μετά τό καί ἐπί οἱ ἐκ τήν πρός τά τοῦ ἀπό ὁ ἐν διά τῶν ὅτι ὑπό κατά ἡ τῆς τόν αἱ ὡς εἰς μετά τό καί ἐπί οἱ ἐκ τήν πρός τά τοῦ ἀπό ὁ ἐν διά τῶν ὅτι ὑπό κατά ἡ τῆς τόν αἱ ὡς εἰς μετά τό καί ἐπί οἱ ἐκ τήν πρός τά τοῦ ἀπό ὁ ἐν διά τῶν ὅτι ὑπό κατά ἡ τῆς τόν αἱ ὡς εἰς μετά τό καί ἐπί οἱ ἐκ τήν πρός τά τοῦ ἀπό ὁ ἐν διά τῶν ὅτι ὑπό κατά ἡ τῆς τόν αἱ ὡς εἰς μετά τό καί ἐπί οἱ ἐκ τήν πρός τά τοῦ ἀπό ὁ ἐν διά τῶν ὅτι ὑπό κατά ἡ τῆς τόν αἱ ὡς.	[517, 770, 802, 900]
article-filler-text: καί ἐπί οἱ ἐκ τήν πρός τά τοῦ ἀπό ὁ ἐν διά τῶν ὅτι ὑπό κατά ἡ τῆς τόν αἱ ὡς εἰς μετά τό καί ἐπί οἱ ἐκ τήν πρός τά τοῦ ἀπό ὁ ἐν διά τῶν ὅτι ὑπό κατά ἡ τῆς τόν αἱ ὡς εἰς μετά τό καί ἐπί οἱ ἐκ τήν πρός τά τοῦ ἀπό ὁ ἐν διά τῶν ὅτι ὑπό κατά ἡ τῆς τόν αἱ ὡς εἰς μετά τό καί ἐπί οἱ ἐκ τήν πρός τά τοῦ ἀπό ὁ ἐν διά τῶν ὅτι ὑπό κατά ἡ τῆς.	[270, 1758, 508, 1818]
article	[517, 396, 802, 438]
article	[270, 384, 508, 530]
article-paragraph: ΑΘΗΝΑΙ, 5.— Ἀρχίζει ἀπό σήμερον.	[1068, 850, 1211, 859]
article-subheadline: ΑΠΟ ΤΗΝ ΑΡΝΑΙΑΝ	[89, 1522, 183, 1533]
article	[517, 669, 802, 901]
article-paragraph: ΑΘΗΝΑΙ, 5.— Ἐνεκρίθη ὁ πίναξ τῶν ἐπιθεωρητῶν μέσης παιδείας ὑπό τοῦ Ἀνωτάτου Συμβουλίου.	[270, 244, 508, 264]
article-filler-text: εἰς μετά τό καί ἐπί οἱ ἐκ τήν πρός τά τοῦ ἀπό ὁ ἐν διά τῶν ὅτι ὑπό κατά ἡ τῆς τόν αἱ ὡς εἰς μετά τό καί ἐπί οἱ ἐκ τήν πρός τά τοῦ ἀπό ὁ ἐν διά τῶν ὅτι ὑπό κατά ἡ τῆς τόν αἱ ὡς εἰς μετά τό καί ἐπί οἱ ἐκ τήν πρός τά τοῦ ἀπό ὁ ἐν διά τῶν ὅτι ὑπό κατά ἡ τῆς τόν αἱ ὡς εἰς μετά τό καί ἐπί οἱ ἐκ τήν πρός τά τοῦ ἀπό ὁ ἐν διά τῶν ὅτι ὑπό κατά ἡ τῆς τόν αἱ ὡς εἰς μετά τό καί ἐπί οἱ ἐκ τήν πρός τά τοῦ ἀπό ὁ ἐν διά τῶν ὅτι ὑπό κατά ἡ τῆς τόν αἱ ὡς εἰς μετά τό καί ἐπί οἱ ἐκ τήν πρός τά τοῦ ἀπό ὁ ἐν διά τῶν ὅτι ὑπό κατά ἡ τῆς τόν αἱ ὡς εἰς μετά τό καί ἐπί οἱ ἐκ τήν πρός τά τοῦ ἀπό ὁ ἐν διά τῶν ὅτι ὑπό κατά ἡ τῆς τόν αἱ ὡς εἰς μετά τό καί ἐπί οἱ ἐκ τήν πρός τά τοῦ ἀπό ὁ ἐν διά τῶν ὅτι ὑπό κατά ἡ τῆς τόν αἱ ὡς εἰς μετά τό καί ἐπί οἱ ἐκ τήν πρός τά τοῦ ἀπό ὁ ἐν διά τῶν ὅτι ὑπό κατά ἡ τῆς τόν αἱ ὡς εἰς μετά τό καί ἐπί οἱ ἐκ τήν πρός τά τοῦ ἀπό ὁ ἐν διά τῶν ὅτι ὑπό κατά ἡ τῆς τόν αἱ ὡς εἰς μετά τό καί ἐπί οἱ ἐκ τήν πρός τά τοῦ ἀπό ὁ ἐν διά τῶν ὅτι ὑπό κατά ἡ τῆς τόν αἱ ὡς εἰς μετά τό καί ἐπί οἱ ἐκ τήν πρός τά τοῦ ἀπό ὁ ἐν διά τῶν ὅτι ὑπό κατά ἡ τῆς τόν αἱ ὡς εἰς μετά τό καί ἐπί οἱ ἐκ τήν πρός τά τοῦ ἀπό ὁ ἐν διά τῶν ὅτι ὑπό κατά ἡ τῆς τόν αἱ ὡς εἰς μετά τό καί ἐπί οἱ ἐκ τήν πρός τά τοῦ ἀπό ὁ ἐν διά τῶν ὅτι ὑπό κατά ἡ τῆς τόν αἱ ὡς εἰς μετά τό καί ἐπί οἱ ἐκ τήν πρός τά τοῦ ἀπό ὁ ἐν διά τῶν ὅτι ὑπό κατά ἡ τῆς τόν αἱ ὡς εἰς μετά τό καί ἐπί οἱ ἐκ τήν πρός τά τοῦ ἀπό ὁ ἐν διά τῶν ὅτι ὑπό κατά ἡ τῆς τόν αἱ ὡς εἰς μετά τό καί ἐπί οἱ ἐκ τήν πρός τά τοῦ ἀπό ὁ ἐν διά τῶν ὅτι ὑπό κατά ἡ τῆς τόν αἱ ὡς εἰς μετά τό καί ἐπί οἱ ἐκ τήν πρός τά τοῦ ἀπό ὁ ἐν διά τῶν ὅτι ὑπό κατά ἡ τῆς τόν αἱ ὡς εἰς μετά τό καί ἐπί οἱ ἐκ τήν πρός τά τοῦ ἀπό ὁ ἐν διά τῶν ὅτι ὑπό κατά ἡ τῆς τόν αἱ ὡς εἰς μετά τό καί ἐπί οἱ ἐκ τήν πρός τά τοῦ ἀπό ὁ ἐν διά τῶν ὅτι ὑπό κατά ἡ τῆς τόν αἱ ὡς εἰς μετά τό καί ἐπί οἱ.	[1058, 123, 1556, 273]
article-paragraph: ΑΘΗΝΑΙ, 5.— Κατά τό 1965 εἰς τήν περιοχήν Ἀττικῆς ἐσημειώθησαν 134 θανατηφόρα τροχαία ἀτυχήματα.	[517, 63, 802, 82]
article-paragraph: ΔΗΜΗΤΡΙΑΚΑ: Σίτος σκληρός 2,60 — μαλακός 2,50 — κριθή 2,05 — βρώμη 1,90.	[12, 1336, 261, 1355]
article	[12, 4, 261, 250]
article	[12, 1477, 261, 1617]
article-filler-text: τά τοῦ ἀπό ὁ ἐν διά τῶν ὅτι ὑπό κατά ἡ τῆς τόν αἱ ὡς εἰς μετά τό καί ἐπί οἱ ἐκ τήν πρός τά τοῦ ἀπό ὁ ἐν διά τῶν ὅτι ὑπό κατά ἡ τῆς τόν αἱ ὡς εἰς μετά τό καί ἐπί οἱ ἐκ τήν πρός τά τοῦ ἀπό ὁ ἐν διά τῶν ὅτι ὑπό κατά ἡ τῆς τόν αἱ ὡς εἰς μετά τό καί ἐπί οἱ ἐκ τήν πρός τά τοῦ ἀπό ὁ ἐν διά τῶν ὅτι ὑπό κατά ἡ τῆς τόν αἱ ὡς εἰς μετά τό καί ἐπί οἱ ἐκ τήν πρός τά τοῦ ἀπό ὁ ἐν διά τῶν ὅτι ὑπό κατά ἡ τῆς τόν αἱ ὡς εἰς μετά τό καί ἐπί οἱ ἐκ τήν πρός τά τοῦ ἀπό ὁ ἐν διά τῶν ὅτι ὑπό κατά ἡ τῆς τόν αἱ ὡς εἰς μετά τό καί ἐπί οἱ ἐκ τήν πρός τά τοῦ ἀπό ὁ ἐν διά τῶν ὅτι ὑπό κατά ἡ τῆς τόν αἱ ὡς εἰς μετά τό καί ἐπί οἱ ἐκ τήν πρός τά τοῦ ἀπό ὁ ἐν διά τῶν ὅτι ὑπό κατά ἡ τῆς τόν αἱ ὡς εἰς μετά τό καί ἐπί οἱ ἐκ τήν πρός τά τοῦ ἀπό ὁ ἐν διά τῶν ὅτι ὑπό κατά ἡ τῆς τόν αἱ ὡς εἰς μετά τό καί ἐπί οἱ ἐκ τήν πρός τά τοῦ ἀπό ὁ ἐν διά τῶν ὅτι ὑπό κατά ἡ τῆς τόν αἱ ὡς εἰς μετά τό καί ἐπί οἱ ἐκ τήν πρός τά τοῦ ἀπό ὁ ἐν διά τῶν ὅτι ὑπό κατά ἡ τῆς τόν αἱ ὡς εἰς μετά τό καί ἐπί οἱ ἐκ τήν πρός τά τοῦ ἀπό ὁ ἐν διά.	[1058, 595, 1556, 684]
article-headline: ΝΕΟΝ ΣΥΣΤΗΜΑ ΔΙΑ ΤΑΣ ΤΙΜΑΣ ΚΑΘΙΕΡΟΥΤΑΙ ΥΠΟ ΤΗΣ ΤΣΕΧΟΣΛΟΒΑΚΙΚΗΣ ΚΥΒΕΡΝΗΣΕΩΣ	[1058, 1033, 1556, 1072]
article-body	[1058, 343, 1556, 393]
article-headline: Η ΧΡΗΜΑΤΟΔΟΤΗΣΙΣ ΤΩΝ ΟΙΝΟΠΟΙΩΝ	[811, 1652, 1049, 1670]
rate-value: 287.00	[412, 471, 440, 481]
article-headline: ΑΙ ΕΠΙΒΑΡΥΝΣΕΙΣ ΓΕΩΡΓΟΚΤΗΝΟΤΡΟΦΙΚΩΝ ΕΠΙΧΕΙΡΗΣΕΩΝ	[811, 1197, 1049, 1239]
article-filler-text: πρός τά τοῦ ἀπό ὁ ἐν διά τῶν ὅτι ὑπό κατά ἡ τῆς τόν αἱ ὡς εἰς μετά τό καί ἐπί οἱ ἐκ τήν πρός τά τοῦ ἀπό ὁ ἐν διά τῶν ὅτι ὑπό κατά ἡ τῆς τόν αἱ ὡς εἰς μετά τό καί ἐπί οἱ ἐκ τήν πρός τά τοῦ ἀπό ὁ ἐν διά τῶν ὅτι ὑπό κατά ἡ τῆς τόν αἱ ὡς εἰς μετά τό καί ἐπί οἱ ἐκ τήν.	[811, 1376, 1049, 1426]
article-headline: ΠΕΝΤΑΜΗΝΟΣ ΦΥΛΑΚΙΣΙΣ ΔΙΑ ΚΛΟΠΗΝ ΡΑΔΙΟΦΩΝΟΥ	[270, 1704, 508, 1735]
article-filler-text: κατά ἡ τῆς τόν αἱ ὡς εἰς μετά τό καί ἐπί οἱ ἐκ τήν πρός τά τοῦ ἀπό ὁ ἐν διά τῶν ὅτι ὑπό κατά ἡ τῆς τόν αἱ ὡς εἰς μετά τό καί ἐπί οἱ ἐκ τήν πρός τά τοῦ ἀπό ὁ ἐν διά τῶν ὅτι ὑπό κατά ἡ τῆς τόν αἱ ὡς εἰς μετά τό καί ἐπί οἱ ἐκ τήν πρός τά τοῦ ἀπό ὁ ἐν διά τῶν ὅτι ὑπό κατά ἡ τῆς τόν αἱ ὡς εἰς μετά τό καί ἐπί οἱ ἐκ τήν πρός τά τοῦ ἀπό.	[12, 544, 261, 604]
article	[811, 1652, 1049, 1735]
article-body	[270, 1347, 508, 1457]
article-filler-text: τοῦ ἀπό ὁ ἐν διά τῶν ὅτι ὑπό κατά ἡ τῆς τόν αἱ ὡς εἰς μετά τό καί ἐπί οἱ ἐκ τήν πρός τά τοῦ ἀπό ὁ ἐν διά τῶν ὅτι ὑπό κατά ἡ τῆς τόν.	[517, 82, 802, 103]
article-headline: Ο κ. ΓΕΩΡΓΙΟΥ ΑΠΕΚΔΥΕΤΑΙ ΠΑΣΗΣ ΕΥΘΥΝΗΣ ΔΙΑ ΤΗΝ ΑΠΑΓΟΡΕΥΣΙΝ ΤΗΣ ΠΡΟΒΟΛΗΣ ΤΗΣ ΤΑΙΝΙΑΣ ΠΕΡΙ ΤΟΥ ΕΛΕΥΘΕΡΙΟΥ ΒΕΝΙΖΕΛΟΥ	[12, 260, 261, 322]
article-headline: ΑΝΕΥΡΕΘΗ ΤΟ ΠΤΩΜΑ ΤΟΥ ΑΥΤΟΚΤΟΝΗΣΑΝΤΟΣ ΕΚ ΓΕΦΥΡΑΣ ΤΟΥ ΙΣΘΜΟΥ	[270, 1066, 508, 1108]
article-filler-text: διά τῶν ὅτι ὑπό κατά ἡ τῆς τόν αἱ ὡς εἰς μετά τό καί ἐπί οἱ ἐκ τήν πρός τά τοῦ ἀπό ὁ ἐν διά τῶν ὅτι ὑπό κατά ἡ τῆς τόν αἱ ὡς εἰς μετά τό καί ἐπί οἱ ἐκ τήν πρός τά τοῦ ἀπό ὁ ἐν διά τῶν ὅτι ὑπό κατά ἡ τῆς τόν αἱ ὡς εἰς μετά τό καί ἐπί οἱ ἐκ τήν πρός τά τοῦ ἀπό ὁ ἐν διά τῶν ὅτι ὑπό κατά ἡ τῆς τόν αἱ ὡς εἰς μετά τό καί ἐπί οἱ ἐκ τήν.	[811, 560, 1049, 619]
article-paragraph: ΚΟΛΙΝΔΡΟΣ, 5.— Εἰς τό ἐπί τῆς Κεντρικῆς πλατείας μνημεῖον κατετέθησαν στέφανοι.	[12, 1760, 261, 1780]
article-headline: Ο Κ. ΒΑΣΜΑΤΖΙΔΗΣ ΕΙΣ ΧΑΛΚΙΔΙΚΗΝ	[270, 1202, 508, 1220]
article-filler-text: ἐπί οἱ ἐκ τήν πρός τά τοῦ ἀπό ὁ ἐν διά τῶν ὅτι ὑπό κατά ἡ τῆς τόν αἱ ὡς εἰς μετά τό καί ἐπί οἱ ἐκ τήν πρός τά τοῦ ἀπό ὁ ἐν διά τῶν ὅτι ὑπό κατά ἡ τῆς τόν αἱ ὡς εἰς μετά τό καί ἐπί οἱ ἐκ τήν πρός τά τοῦ ἀπό ὁ ἐν διά τῶν ὅτι ὑπό κατά ἡ τῆς τόν αἱ ὡς εἰς μετά τό καί.	[811, 1776, 1049, 1825]
article-filler-text: αἱ ὡς εἰς μετά τό καί ἐπί οἱ ἐκ τήν πρός τά τοῦ ἀπό ὁ ἐν διά τῶν ὅτι ὑπό κατά ἡ τῆς τόν αἱ ὡς εἰς μετά τό καί ἐπί οἱ ἐκ τήν πρός τά τοῦ ἀπό ὁ ἐν διά τῶν ὅτι ὑπό κατά ἡ τῆς τόν αἱ ὡς εἰς μετά τό καί ἐπί οἱ ἐκ τήν πρός τά τοῦ ἀπό ὁ ἐν διά τῶν ὅτι ὑπό κατά ἡ τῆς τόν αἱ ὡς εἰς μετά τό καί ἐπί οἱ ἐκ τήν πρός τά τοῦ ἀπό ὁ ἐν διά τῶν ὅτι ὑπό κατά ἡ τῆς τόν αἱ ὡς εἰς μετά τό καί ἐπί οἱ ἐκ τήν πρός τά τοῦ ἀπό ὁ ἐν διά τῶν ὅτι ὑπό κατά ἡ τῆς τόν αἱ ὡς εἰς μετά τό καί ἐπί οἱ ἐκ τήν πρός τά τοῦ ἀπό ὁ ἐν διά τῶν ὅτι ὑπό κατά ἡ τῆς τόν αἱ ὡς εἰς μετά τό καί ἐπί οἱ ἐκ τήν πρός τά τοῦ ἀπό ὁ ἐν διά τῶν ὅτι ὑπό κατά ἡ τῆς τόν αἱ ὡς εἰς μετά τό καί ἐπί οἱ ἐκ τήν πρός τά.	[1058, 471, 1556, 531]
article-headline: ΕΝΤΟΝΟΣ ΔΙΑΜΑΡΤΥΡΙΑ ΔΙΑ ΤΗΝ ΜΗ ΚΑΤΑΒΟΛΗΝ ΠΡΙΜ ΕΙΣ ΚΑΠΝΟΠΑΡΑΓΩΓΟΥΣ ΠΟΛΛΩΝ ΧΩΡΙΩΝ ΤΗΣ ΞΑΝΘΗΣ	[12, 457, 261, 511]
article	[270, 540, 508, 674]
article	[270, 684, 508, 809]
column-3	[514, 4, 806, 2336]
article	[270, 4, 508, 200]
article-headline: ΑΠΟΛΥΣΙΣ ΕΠΙ ΣΥΜΒΑΣΕΙ ΥΠΑΛΛΗΛΩΝ	[811, 630, 1049, 648]
article-paragraph: ΑΘΗΝΑΙ, 5.— Ὁ ἀρμόδιος Ὑφυπουργός κ. Γεωργίου δι' ἀνακοινώσεώς του ἀπεκδύεται πάσης εὐθύνης διά τήν ἀπαγόρευσιν τῆς προβολῆς τῆς ταινίας περί τοῦ Ἐλευθερίου Βενιζέλου.	[12, 325, 261, 366]
article-body	[1058, 585, 1556, 685]
article-headline: ΕΠΕΣΗΜΑΝΘΗ ΕΙΣ ΙΤΑΛΙΑΝ ΤΟ ΑΠΟΔΡΑΝ ΣΚΑΦΟΣ ΑΠΟ ΤΟΝ ΠΕΙΡΑΙΑ	[811, 907, 1049, 937]
article-filler-text: μετά τό καί ἐπί οἱ ἐκ τήν πρός τά τοῦ ἀπό ὁ ἐν διά τῶν ὅτι ὑπό κατά ἡ τῆς τόν αἱ ὡς εἰς μετά τό καί ἐπί οἱ ἐκ τήν πρός τά τοῦ ἀπό ὁ ἐν διά τῶν ὅτι ὑπό κατά ἡ τῆς τόν αἱ ὡς εἰς μετά τό καί ἐπί οἱ ἐκ τήν πρός τά τοῦ ἀπό ὁ ἐν διά τῶν ὅτι ὑπό κατά ἡ τῆς τόν αἱ ὡς εἰς μετά τό καί ἐπί οἱ ἐκ τήν πρός τά τοῦ ἀπό ὁ ἐν διά τῶν ὅτι ὑπό κατά ἡ τῆς τόν αἱ ὡς εἰς μετά τό καί ἐπί οἱ ἐκ τήν πρός τά τοῦ ἀπό ὁ ἐν διά τῶν ὅτι ὑπό κατά ἡ τῆς τόν αἱ ὡς εἰς μετά τό καί ἐπί οἱ ἐκ τήν πρός τά τοῦ ἀπό ὁ ἐν διά τῶν ὅτι ὑπό κατά ἡ τῆς τόν αἱ ὡς εἰς μετά τό καί ἐπί οἱ ἐκ τήν πρός τά τοῦ ἀπό ὁ ἐν διά τῶν ὅτι ὑπό κατά ἡ τῆς τόν αἱ ὡς εἰς μετά τό καί ἐπί οἱ ἐκ τήν πρός τά τοῦ ἀπό ὁ.	[12, 1356, 261, 1466]
article	[811, 907, 1049, 1041]
article-headline: ΑΙ ΤΙΜΑΙ ΤΗΣ ΛΙΡΑΣ ΚΑΙ ΤΩΝ ΑΛΛΩΝ ΧΡΥΣΩΝ ΝΟΜΙΣΜΑΤΩΝ	[270, 384, 508, 415]
article-headline: ΑΝΑΙΡΕΣΙΝ ΗΣΚΗΣΕΝ Ο ΣΑΡΙΔΑΣΗ ΘΕΙΑΝ ΚΑΙ ΕΙΔΑΦΕΝ	[270, 684, 508, 714]
article-body	[811, 386, 1049, 507]
article-body	[270, 1604, 508, 1694]
article-filler-text: ὡς εἰς μετά τό καί ἐπί οἱ ἐκ τήν πρός τά τοῦ ἀπό ὁ ἐν διά τῶν ὅτι ὑπό κατά ἡ τῆς τόν αἱ ὡς εἰς μετά τό καί ἐπί οἱ ἐκ τήν πρός τά τοῦ ἀπό ὁ ἐν διά τῶν ὅτι ὑπό κατά ἡ τῆς τόν αἱ ὡς εἰς μετά τό καί ἐπί οἱ ἐκ τήν πρός τά τοῦ ἀπό ὁ ἐν διά τῶν ὅτι ὑπό κατά ἡ τῆς τόν αἱ ὡς εἰς μετά τό καί ἐπί οἱ ἐκ τήν πρός τά τοῦ ἀπό ὁ ἐν διά τῶν ὅτι.	[12, 1668, 261, 1728]
article-headline: ΕΦΥΛΑΚΙΣΘΗ ΔΙ' ΑΠΛΗΝ ΚΛΟΠΗΝ ΥΠΟΠΤΟΣ ΣΥΛΛΗΦΘΕΙΣ ΔΙΑ ΛΗΣΤΕΙΑΝ ΣΥΝΤΑΞΙΟΥΧΟΥ	[12, 781, 261, 830]
article-headline: ΙΔΡΥΕΤΑΙ ΤΜΗΜΑ ΦΙΛΟΛΟΓΙΚΩΝ ΕΠΙΣΤΗΜΩΝ ΕΙΣ ΤΟ ΠΑΝΕΠΙΣΤΗΜΙΟΝ ΤΩΝ ΠΑΤΡΩΝ	[270, 4, 508, 46]
article-headline: ΑΠΟ ΤΗΝ ΑΛΕΞΑΝΔΡΟΥΠΟΛΙΝ	[12, 1627, 261, 1644]
article-filler-text: ὑπό κατά ἡ τῆς τόν αἱ ὡς εἰς μετά τό καί ἐπί οἱ ἐκ τήν πρός τά τοῦ ἀπό ὁ ἐν διά τῶν ὅτι ὑπό κατά ἡ τῆς τόν αἱ ὡς εἰς μετά τό καί ἐπί οἱ ἐκ τήν πρός τά τοῦ ἀπό ὁ ἐν διά τῶν ὅτι ὑπό κατά ἡ τῆς τόν αἱ ὡς εἰς μετά τό καί ἐπί οἱ ἐκ τήν πρός τά τοῦ ἀπό ὁ ἐν διά τῶν ὅτι.	[811, 1684, 1049, 1734]
column-5	[1054, 4, 1560, 2336]
article	[270, 1202, 508, 1314]
article-filler-text: ἀπό ὁ ἐν διά τῶν ὅτι ὑπό κατά ἡ τῆς τόν αἱ ὡς εἰς μετά τό καί ἐπί οἱ ἐκ τήν πρός τά τοῦ ἀπό ὁ ἐν διά τῶν ὅτι ὑπό κατά ἡ τῆς τόν αἱ ὡς εἰς μετά τό καί ἐπί οἱ ἐκ τήν πρός τά τοῦ ἀπό ὁ ἐν διά τῶν ὅτι ὑπό κατά ἡ τῆς τόν αἱ ὡς εἰς μετά τό καί ἐπί οἱ ἐκ τήν πρός τά τοῦ ἀπό ὁ ἐν διά τῶν ὅτι ὑπό κατά ἡ τῆς τόν αἱ ὡς εἰς μετά τό καί ἐπί οἱ ἐκ τήν πρός τά τοῦ ἀπό ὁ ἐν διά τῶν ὅτι ὑπό κατά ἡ τῆς τόν αἱ.	[270, 738, 508, 808]
article	[811, 352, 1049, 506]
article	[12, 1269, 261, 1467]
article-headline: ΟΙ ΕΙΣΑΓΟΜΕΝΟΙ ΚΑΘ' ΥΠΕΡΒΑΣΙΝ ΕΙΣ ΤΗΝ ΑΚΑΔΗΜΙΑΝ ΑΛΕΞΑΝΔΡΟΥΠΟΛΕΩΣ	[811, 4, 1049, 34]
article-body	[811, 940, 1049, 1040]
article-paragraph: ΑΘΗΝΑΙ, 5.— «Εὑρεθεῖσα» ἡ νεαρά Ἑλληνίς ἡ ὁποία εἶχεν ἐξαφανισθῆ πρό δεκαημέρου.	[12, 1158, 261, 1179]
article-paragraph: ΑΘΗΝΑΙ, 5.— Ἡ ἐπιβολή ἐπινάυλων δέν ἱκανοποιεῖ πλήρως τούς φορτωτάς.	[1068, 103, 1373, 113]
article-headline: ΠΥΡΚΑΪΑ ΕΙΣ ΧΡΥΣΟΥΠΟΛΙΝ	[811, 1743, 1049, 1761]
article-paragraph: Τό δελτίον τιμῶν τοῦ χρηματιστηρίου ἐμπορευμάτων Θεσσαλονίκης τῆς 5ης Ἰανουαρίου ἔχει ὡς ἑξῆς:	[12, 1316, 261, 1336]
article	[517, 448, 802, 660]
article-headline: ΜΙΑΝ ΕΠΑΥΛΙΝ ΚΑΙ ΕΝ ΠΟΛΥΤΕΛΕΣΤΑΤΟΝ ΜΕΓΑΡΟΝ ΠΑΡΕΧΩΡΗΣΕΝ Ο Κ. ΝΙΑΡΧΟΣ ΕΙΣ ΤΗΝ ΠΡΩΗΝ ΣΥΖΥΓΟΝ	[1058, 695, 1556, 734]
article-paragraph: ΜΟΣΧΑ, 5.— Νέος νόμος.	[1068, 972, 1171, 982]
article-headline: ΟΙ ΑΜΕΡΙΚΑΝΟΙ ΔΕΝ ΒΛΕΠΟΥΝ ΞΕΝΗΝ ΕΠΙΡΡΟΗΝ ΕΙΣ ΤΑ ΤΡΙΑ ΠΡΑΞΙΚΟΠΗΜΑΤΑ ΤΗΣ ΑΦΡΙΚΗΣ ΑΛΛΑ ΑΝΑΜΕΝΟΥΝ ΕΥΡΥΤΕΡΑΣ ΕΠΙΠΤΩΣΕΙΣ ΤΩΝ	[1058, 403, 1556, 458]
article-paragraph: ΑΘΗΝΑΙ, 5.— Εις τό Ὑπουργεῖον Δικαιοσύνης συνῆλθεν χθές σύσκεψις ὑπό τήν προεδρίαν τοῦ Ὑπουργοῦ κ. Σ. διά τήν ἐξέτασιν τοῦ νέου νομοσχεδίου περί προστασίας τῆς ἐπαγγελματικῆς στέγης.	[12, 78, 261, 119]
article-headline: ΤΡΑΓΙΚΟΣ Ο ΦΟΝΟΣ ΝΕΑΡΟΥ ΕΙΣ ΤΗΝ ΚΡΗΤΗΝ	[517, 113, 802, 152]
article-filler-text: ὁ ἐν διά τῶν ὅτι ὑπό κατά ἡ τῆς τόν αἱ ὡς εἰς μετά τό καί ἐπί οἱ ἐκ τήν πρός τά τοῦ ἀπό ὁ ἐν διά τῶν ὅτι ὑπό κατά ἡ τῆς τόν αἱ ὡς εἰς μετά τό καί ἐπί οἱ ἐκ τήν πρός τά τοῦ ἀπό ὁ ἐν διά τῶν ὅτι ὑπό κατά ἡ τῆς τόν αἱ ὡς εἰς μετά τό καί ἐπί οἱ ἐκ τήν πρός τά τοῦ ἀπό ὁ ἐν διά τῶν ὅτι ὑπό κατά ἡ τῆς τόν αἱ ὡς εἰς μετά τό καί ἐπί οἱ ἐκ τήν πρός τά τοῦ ἀπό ὁ ἐν διά τῶν ὅτι ὑπό κατά ἡ τῆς τόν αἱ ὡς εἰς μετά τό καί ἐπί οἱ ἐκ τήν πρός τά τοῦ ἀπό ὁ ἐν διά τῶν ὅτι ὑπό κατά ἡ τῆς τόν αἱ ὡς εἰς μετά τό καί ἐπί οἱ ἐκ τήν πρός τά τοῦ ἀπό ὁ ἐν διά τῶν ὅτι ὑπό κατά ἡ τῆς τόν αἱ ὡς εἰς μετά τό καί ἐπί οἱ.	[811, 786, 1049, 896]
article-body	[517, 751, 802, 902]
article-headline: ΒΙΑΙΑ ΕΝΕΡΓΕΙΑ ΤΟΥΡΚΩΝ ΒΟΥΛΕΥΤΩΝ ΚΑΙ ΤΟΥ ΜΟΥΦΤΗ ΕΙΣ ΒΑΡΟΣ ΟΜΟΘΡΗΣΚΟΥ ΤΩΝ ΕΠΑΓΓΕΛΜΑΤΙΟΥ ΠΡΟΚΑΛΕΙ ΑΝΑΣΤΑΤΩΣΙΝ ΕΙΣ ΤΗΝ ΑΓΟΡΑΝ ΚΟΜΟΤΗΝΗΣ	[517, 448, 802, 525]
article-headline: ΚΑΚΟΠΟΙΟΙ ΑΠΕΠΕΙΡΑΘΗΝ ΝΑ ΦΟΝΕΥΣΗ ΠΟΙΜΕΝΑ ΜΕ ΚΥΝΗΓΕΤΙΚΟΝ ΟΠΛΟΝ	[811, 516, 1049, 547]
article-paragraph: ΑΘΗΝΑΙ, 5.— Ἡ ΓΣΕΕ ἔδωσεν ἐντολήν εἰς τάς ὀργανώσεις.	[527, 1377, 767, 1387]
article-filler-text: ὑπό κατά ἡ τῆς τόν αἱ ὡς εἰς μετά τό καί ἐπί οἱ ἐκ τήν πρός τά τοῦ ἀπό ὁ ἐν διά τῶν ὅτι ὑπό κατά ἡ τῆς τόν αἱ ὡς εἰς μετά τό καί ἐπί οἱ ἐκ τήν πρός τά τοῦ ἀπό ὁ ἐν διά τῶν ὅτι ὑπό κατά ἡ τῆς τόν αἱ ὡς εἰς μετά τό καί ἐπί οἱ ἐκ τήν πρός τά τοῦ ἀπό ὁ ἐν διά τῶν ὅτι ὑπό κατά ἡ τῆς τόν αἱ ὡς εἰς μετά τό καί ἐπί οἱ ἐκ τήν πρός τά τοῦ ἀπό ὁ ἐν διά τῶν ὅτι ὑπό κατά ἡ τῆς τόν αἱ ὡς εἰς μετά τό καί ἐπί οἱ ἐκ τήν πρός τά τοῦ ἀπό ὁ ἐν διά τῶν ὅτι ὑπό κατά ἡ τῆς τόν αἱ ὡς εἰς μετά τό καί ἐπί οἱ ἐκ τήν πρός τά τοῦ ἀπό ὁ ἐν διά τῶν ὅτι.	[517, 997, 802, 1077]
article-paragraph: Ἐκρίνοντες, ὅτι τό γεγονός δέν ἐπιστρέφει ἔξω.	[527, 417, 719, 427]
article-headline: ΠΟΛΛΟΙ ΤΥΧΗΡΟΙ ΤΟΥ ΛΑΧΕΙΟΥ ΣΥΝΤΑΚΤΩΝ ΕΞΑΚΟΛΟΥΘΟΥΝ ΝΑ ΠΑΡΟΥΣΙΑΖΩΝΤΑΙ ΚΑΙ ΝΑ ΠΑΡΑΛΑΜΒΑΝΟΥΝ ΤΑ ΔΙΑΜΕΡΙΣΜΑΤΑ	[517, 1088, 802, 1151]
article-body	[811, 1582, 1049, 1642]
article-headline: ΜΙΚΡΑΙ ΕΙΔΗΣΕΙΣ ΑΠΟ ΤΑΣ ΕΠΑΡΧΙΑΣ	[12, 1477, 261, 1520]
rate-value: 283.50	[412, 452, 440, 462]
article-paragraph: ΑΘΗΝΑΙ, 5.— Ἡ Ἐθνική Τράπεζα ἀνακοινοῖ τήν λειτουργίαν νέου ὑποκαταστήματος.	[270, 1603, 508, 1624]
article	[12, 260, 261, 447]
article-filler-text: ὅτι ὑπό κατά ἡ τῆς τόν αἱ ὡς εἰς μετά τό καί ἐπί οἱ ἐκ τήν πρός τά τοῦ ἀπό ὁ ἐν διά τῶν ὅτι ὑπό κατά ἡ τῆς τόν αἱ ὡς εἰς μετά τό καί ἐπί οἱ ἐκ τήν πρός τά τοῦ ἀπό ὁ ἐν διά τῶν ὅτι ὑπό κατά ἡ τῆς τόν αἱ ὡς εἰς μετά τό καί ἐπί οἱ ἐκ τήν πρός τά τοῦ ἀπό ὁ ἐν διά τῶν ὅτι ὑπό κατά ἡ τῆς τόν αἱ ὡς εἰς μετά τό καί ἐπί οἱ ἐκ τήν πρός τά τοῦ ἀπό ὁ ἐν διά τῶν ὅτι ὑπό κατά ἡ τῆς τόν αἱ ὡς εἰς μετά τό καί.	[270, 1624, 508, 1693]
article-filler-text: ἐκ τήν πρός τά τοῦ ἀπό ὁ ἐν διά τῶν ὅτι ὑπό κατά ἡ τῆς τόν αἱ ὡς εἰς μετά τό καί ἐπί οἱ ἐκ τήν πρός τά τοῦ ἀπό ὁ ἐν διά τῶν ὅτι ὑπό κατά ἡ τῆς τόν αἱ ὡς εἰς μετά τό καί ἐπί οἱ ἐκ τήν πρός τά τοῦ ἀπό ὁ ἐν διά τῶν ὅτι ὑπό κατά ἡ τῆς τόν αἱ ὡς εἰς μετά τό καί ἐπί οἱ.	[811, 1592, 1049, 1642]
article	[12, 457, 261, 605]
article	[12, 781, 261, 924]
article	[811, 742, 1049, 896]
article-headline: ΑΠΟ ΤΩΝ ΚΟΛΙΝΔΡΟΝ	[12, 1739, 261, 1756]
article-body	[270, 50, 508, 201]
article-headline: Ο ΥΠΟΥΡΓΟΣ ΓΕΩΡΓΙΑΣ ΘΑ ΕΞΕΤΑΣΗ ΤΟ ΘΕΜΑ ΤΗΣ ΥΠΑΛΛΗΛΟΥ ΤΗΣ ΑΤΕ	[811, 352, 1049, 382]
article-body	[1058, 851, 1556, 921]
article-filler-text: ὁ ἐν διά τῶν ὅτι ὑπό κατά ἡ τῆς τόν αἱ ὡς εἰς μετά τό καί ἐπί οἱ ἐκ τήν πρός τά τοῦ ἀπό ὁ ἐν διά τῶν ὅτι ὑπό κατά ἡ τῆς τόν αἱ ὡς εἰς μετά τό καί ἐπί οἱ ἐκ τήν πρός τά τοῦ ἀπό ὁ ἐν διά τῶν ὅτι ὑπό κατά ἡ τῆς τόν αἱ ὡς εἰς μετά τό καί ἐπί οἱ ἐκ τήν πρός τά τοῦ ἀπό ὁ ἐν διά τῶν ὅτι ὑπό κατά ἡ τῆς τόν αἱ ὡς εἰς μετά τό καί ἐπί οἱ.	[12, 1556, 261, 1616]
article-body	[1058, 463, 1556, 533]
article-paragraph: ΙΩΑΝΝΙΝΑ, 5.— Ἐπισκέφθη τήν πόλιν ὁ ὑφυπουργός.	[527, 185, 741, 195]
article-body	[811, 1243, 1049, 1323]
article-body	[12, 1648, 261, 1729]
article-filler-text: κατά ἡ τῆς τόν αἱ ὡς εἰς μετά τό καί ἐπί οἱ ἐκ τήν πρός τά τοῦ ἀπό ὁ ἐν διά τῶν ὅτι ὑπό κατά ἡ τῆς τόν αἱ ὡς εἰς μετά τό καί ἐπί οἱ ἐκ τήν πρός τά τοῦ ἀπό ὁ ἐν διά τῶν ὅτι ὑπό κατά ἡ τῆς τόν αἱ ὡς εἰς μετά τό καί ἐπί οἱ ἐκ τήν πρός τά τοῦ ἀπό ὁ ἐν διά τῶν ὅτι ὑπό κατά ἡ τῆς τόν αἱ ὡς εἰς μετά τό καί ἐπί οἱ ἐκ τήν πρός τά τοῦ ἀπό ὁ ἐν διά τῶν ὅτι ὑπό κατά ἡ τῆς τόν αἱ ὡς εἰς μετά τό καί ἐπί οἱ ἐκ τήν πρός τά τοῦ ἀπό ὁ ἐν διά τῶν ὅτι ὑπό κατά ἡ τῆς τόν αἱ ὡς.	[1058, 983, 1556, 1022]
article-paragraph: ΑΛΕΞΑΝΔΡΟΥΠΟΛΙΣ, 5.— Τό Πλημμελειοδικεῖον κατεδίκασε εἰς πενταμηνον φυλάκισιν.	[270, 1738, 508, 1757]
rate-coin: Ελβετικόν	[338, 471, 380, 481]
article	[1058, 930, 1556, 1023]
article-paragraph: ΑΘΗΝΑΙ, 5.— Συνεχίζεται ἡ παράδοσις τῶν διαμερισμάτων εἰς τούς τυχηρούς.	[517, 1153, 802, 1174]
article-body	[12, 1159, 261, 1259]
article-body	[517, 63, 802, 103]
article	[270, 1066, 508, 1193]
article-filler-text: μετά τό καί ἐπί οἱ ἐκ τήν πρός τά τοῦ ἀπό ὁ ἐν διά τῶν ὅτι ὑπό κατά ἡ τῆς τόν αἱ ὡς εἰς μετά τό καί ἐπί οἱ ἐκ τήν πρός τά τοῦ ἀπό ὁ ἐν διά τῶν ὅτι ὑπό κατά ἡ τῆς τόν αἱ ὡς εἰς μετά τό καί ἐπί οἱ ἐκ τήν πρός τά τοῦ ἀπό ὁ ἐν διά τῶν ὅτι ὑπό κατά ἡ τῆς τόν αἱ ὡς εἰς μετά τό καί ἐπί οἱ ἐκ τήν πρός τά τοῦ ἀπό ὁ ἐν διά τῶν ὅτι ὑπό κατά ἡ τῆς τόν αἱ ὡς εἰς μετά τό καί ἐπί οἱ ἐκ τήν πρός τά τοῦ ἀπό ὁ.	[811, 662, 1049, 731]
article-headline: ΚΑΤΟΧΥΡΟΥΤΑΙ ΚΑΤ' ΑΔΙΑΒΑΤΟΝ ΤΡΟΠΟΝ Η ΕΓΓΕΙΟΣ ΙΔΙΟΚΤΗΣΙΑ ΤΩΝ ΡΩΣΣΩΝ ΑΓΡΟΤΩΝ	[1058, 930, 1556, 969]
article	[270, 1570, 508, 1694]
article-headline: ΤΟΝ ΕΤΡΑΥΜΑΤΙΣΑΝ ΜΕ ΓΡΟΝΘΟΚΟΠΗΜΑΤΑ ΔΙΑ ΛΟΓΟΥΣ ΤΙΜΗΣ	[270, 932, 508, 962]
article-headline: ΔΥΟ ΠΥΡΚΑΙΑΙ ΠΕΡΙ ΤΟ ΜΕΣΟΝΥΚΤΙΟΝ ΕΙΣ ΘΕΣΣΑΛΟΝΙΚΗΝ	[811, 742, 1049, 772]
article-filler-text: τῆς τόν αἱ ὡς εἰς μετά τό καί ἐπί οἱ ἐκ τήν πρός τά τοῦ ἀπό ὁ ἐν διά τῶν ὅτι ὑπό κατά ἡ τῆς τόν αἱ ὡς εἰς μετά τό καί ἐπί οἱ ἐκ τήν πρός τά τοῦ ἀπό ὁ ἐν διά τῶν ὅτι ὑπό κατά ἡ τῆς τόν αἱ ὡς εἰς μετά τό καί ἐπί οἱ ἐκ τήν πρός τά τοῦ ἀπό ὁ ἐν διά τῶν ὅτι ὑπό κατά ἡ τῆς τόν αἱ ὡς εἰς μετά τό καί ἐπί οἱ ἐκ τήν πρός τά τοῦ ἀπό ὁ ἐν διά τῶν ὅτι ὑπό κατά ἡ τῆς τόν αἱ ὡς εἰς μετά τό καί ἐπί οἱ ἐκ τήν πρός τά τοῦ ἀπό ὁ ἐν διά τῶν ὅτι ὑπό κατά ἡ τῆς τόν αἱ ὡς εἰς μετά τό καί ἐπί οἱ ἐκ τήν πρός τά τοῦ ἀπό ὁ ἐν διά τῶν ὅτι ὑπό κατά ἡ.	[1058, 747, 1556, 797]
article-headline: ΕΔΟΘΗ ΕΝΤΟΛΗ ΥΠΟ ΤΗΣ ΓΣΕΕ ΕΙΣ ΟΡΓΑΝΩΣΕΙΣ ΝΑ ΚΑΤΑΓΓΕΙΛΟΥΝ ΤΑΣ ΣΥΜΒΑΣΕΙΣ ΕΡΓΑΣΙΑΣ	[517, 1325, 802, 1374]
article-body	[517, 156, 802, 386]
article-paragraph: ΑΘΗΝΑΙ, 5.— Ὁ ὑπουργός κ. Γεωργίας ἐδήλωσεν.	[1068, 584, 1267, 594]
article-filler-text: τήν πρός τά τοῦ ἀπό ὁ ἐν διά τῶν ὅτι ὑπό κατά ἡ τῆς τόν αἱ ὡς εἰς μετά τό καί ἐπί οἱ ἐκ τήν πρός τά τοῦ ἀπό ὁ ἐν διά τῶν ὅτι ὑπό κατά ἡ τῆς τόν αἱ ὡς εἰς μετά τό καί ἐπί οἱ ἐκ τήν πρός τά τοῦ ἀπό ὁ ἐν διά τῶν ὅτι ὑπό κατά ἡ τῆς τόν αἱ ὡς εἰς μετά τό καί ἐπί οἱ ἐκ τήν πρός τά τοῦ ἀπό ὁ ἐν διά τῶν ὅτι ὑπό κατά ἡ τῆς τόν αἱ ὡς εἰς μετά τό καί ἐπί οἱ ἐκ τήν πρός τά τοῦ ἀπό ὁ ἐν διά τῶν ὅτι ὑπό κατά ἡ τῆς τόν αἱ ὡς εἰς μετά τό καί ἐπί οἱ ἐκ τήν πρός τά τοῦ ἀπό ὁ.	[12, 366, 261, 446]
article-paragraph: ΑΘΗΝΑΙ, 5.— Ἀνεκοινώθη.	[821, 1674, 929, 1684]
rate-coin: Ναπολεόντειον	[338, 462, 401, 471]
article-body	[270, 718, 508, 809]
article-body	[1058, 738, 1556, 798]
column-1	[8, 4, 265, 2336]
article-paragraph: ΑΛΕΞΑΝΔΡΟΥΠΟΛΙΣ, 5.— Ἀνακοινοῦνται τά ὀνόματα τῶν εἰσαγομένων.	[811, 37, 1049, 57]
article-filler-text: ἐπί οἱ ἐκ τήν πρός τά τοῦ ἀπό ὁ ἐν διά τῶν ὅτι ὑπό κατά ἡ τῆς τόν αἱ ὡς εἰς μετά τό καί ἐπί οἱ ἐκ τήν πρός τά τοῦ ἀπό ὁ ἐν διά τῶν ὅτι ὑπό κατά ἡ τῆς τόν αἱ ὡς εἰς μετά τό καί ἐπί οἱ ἐκ τήν πρός τά τοῦ ἀπό ὁ ἐν διά τῶν ὅτι ὑπό κατά ἡ τῆς τόν αἱ ὡς εἰς μετά τό καί ἐπί οἱ ἐκ τήν πρός τά τοῦ ἀπό ὁ ἐν διά τῶν ὅτι ὑπό κατά ἡ τῆς τόν αἱ ὡς εἰς μετά τό καί ἐπί οἱ ἐκ τήν πρός τά τοῦ ἀπό ὁ ἐν διά τῶν ὅτι ὑπό κατά ἡ τῆς τόν αἱ ὡς εἰς μετά τό καί ἐπί οἱ ἐκ τήν πρός τά τοῦ ἀπό ὁ ἐν διά τῶν ὅτι ὑπό κατά ἡ τῆς τόν αἱ ὡς εἰς μετά τό καί ἐπί οἱ ἐκ τήν πρός τά τοῦ ἀπό ὁ ἐν διά τῶν ὅτι ὑπό κατά ἡ τῆς τόν αἱ ὡς εἰς μετά τό καί ἐπί οἱ ἐκ τήν πρός τά τοῦ ἀπό ὁ ἐν διά τῶν ὅτι ὑπό κατά ἡ τῆς τόν αἱ ὡς εἰς μετά τό καί ἐπί οἱ ἐκ τήν πρός τά τοῦ ἀπό ὁ ἐν διά τῶν ὅτι ὑπό κατά ἡ τῆς τόν αἱ ὡς εἰς μετά τό καί ἐπί οἱ ἐκ τήν πρός τά τοῦ ἀπό ὁ ἐν διά τῶν ὅτι ὑπό κατά ἡ τῆς τόν αἱ ὡς εἰς μετά τό καί ἐπί οἱ ἐκ τήν πρός τά τοῦ ἀπό ὁ ἐν διά τῶν.	[517, 1174, 802, 1314]
article-paragraph: ΑΘΗΝΑΙ, 5.— Χορηγοῦνται πιστώσεις.	[821, 1096, 976, 1105]
article-filler-text: ὅτι ὑπό κατά ἡ τῆς τόν αἱ ὡς εἰς μετά τό καί ἐπί οἱ ἐκ τήν πρός τά τοῦ ἀπό ὁ ἐν διά τῶν ὅτι ὑπό κατά ἡ τῆς τόν αἱ ὡς εἰς μετά τό καί ἐπί οἱ ἐκ τήν πρός τά τοῦ ἀπό ὁ ἐν διά τῶν ὅτι ὑπό κατά ἡ τῆς τόν αἱ ὡς εἰς μετά τό καί ἐπί οἱ ἐκ τήν πρός τά τοῦ ἀπό ὁ ἐν διά τῶν ὅτι ὑπό κατά ἡ τῆς τόν αἱ ὡς εἰς μετά τό καί ἐπί οἱ ἐκ τήν πρός τά τοῦ ἀπό ὁ ἐν διά τῶν ὅτι ὑπό κατά ἡ τῆς τόν αἱ ὡς εἰς μετά τό καί ἐπί οἱ ἐκ τήν πρός τά τοῦ ἀπό ὁ ἐν διά τῶν ὅτι ὑπό κατά ἡ τῆς τόν.	[811, 252, 1049, 342]
article-paragraph: Ὁ βουλευτής κ. Βασματζίδης ἐπεσκέφθη τά χωρία τῆς Χαλκιδικῆς.	[270, 1224, 508, 1244]
article-paragraph: Ἄγνωστοι διέρρηξαν τήν νύκτα τρία καταστήματα τῆς πόλεως.	[270, 852, 508, 871]
article	[811, 1197, 1049, 1323]
article-filler-text: αἱ ὡς εἰς μετά τό καί ἐπί οἱ ἐκ τήν πρός τά τοῦ ἀπό ὁ ἐν διά τῶν ὅτι ὑπό κατά ἡ τῆς τόν αἱ ὡς εἰς μετά τό καί ἐπί οἱ ἐκ τήν πρός τά τοῦ ἀπό ὁ ἐν διά τῶν ὅτι ὑπό κατά ἡ τῆς τόν αἱ ὡς εἰς μετά τό καί ἐπί οἱ ἐκ τήν πρός τά τοῦ ἀπό ὁ ἐν διά τῶν ὅτι ὑπό κατά ἡ τῆς τόν.	[270, 872, 508, 922]
article-headline: ΛΑΜΒΑΝΟΝΤΑΙ ΣΤΟΙΧΕΙΑ ΠΡΟΣ ΣΥΝΤΑΞΙΝ ΜΕΛΕΤΗΣ ΔΙΑ ΤΗΝ ΜΕΤΑΝΑΣΤΕΥΤΙΚΗΝ ΠΟΛΙΤΙΚΗΝ ΤΗΣ ΕΛΛΑΔΟΣ	[12, 614, 261, 677]
article-paragraph: Αἱ ἀνακοινωθεῖσαι ὑπό τῆς Τραπέζης τῆς Ἑλλάδος τιμαί τῶν χρυσῶν νομισμάτων:	[270, 417, 508, 437]
article-paragraph: ΓΡΕΒΕΝΑ, 5.— Ἀπελύθησαν ὑπάλληλοι ἐπί συμβάσει.	[821, 652, 1037, 662]
article-paragraph: ΡΟΔΟΣ, 5.— Ἀφίχθησαν εἰς Ῥόδον οἱ Κύπριοι ὑπουργοί.	[1068, 342, 1292, 352]
article-subheadline: ΙΚΑΝΟΠΟΙΟΥΝΤΑΙ ΟΙ ΙΔΙΟΚΤΗΤΑΙ ΚΑΙ ΟΙ ΕΝΟΙΚΙΑΣΤΑΙ	[38, 55, 234, 75]
article-headline: ΤΡΕΙΣ ΔΙΑΡΡΗΞΕΙΣ ΥΠΟ ΑΓΝΩΣΤΩΝ ΕΙΣ ΘΕΣΣΑΛΟΝΙΚΗΝ	[270, 818, 508, 849]
article-paragraph: ΑΘΗΝΑΙ, 5.— Ἀνεστάλη ἡ ἀπεργία τῶν μηχανικῶν.	[821, 242, 1027, 251]
article	[517, 1088, 802, 1315]
article-filler-text: τόν αἱ ὡς εἰς μετά τό καί ἐπί οἱ ἐκ τήν πρός τά τοῦ ἀπό ὁ ἐν διά τῶν ὅτι ὑπό κατά ἡ τῆς τόν αἱ ὡς εἰς μετά τό καί ἐπί οἱ ἐκ τήν πρός τά τοῦ ἀπό ὁ ἐν διά τῶν ὅτι ὑπό κατά ἡ τῆς τόν αἱ ὡς εἰς μετά τό καί ἐπί οἱ ἐκ τήν πρός τά τοῦ ἀπό ὁ ἐν διά τῶν ὅτι ὑπό κατά ἡ τῆς τόν αἱ ὡς εἰς μετά τό καί ἐπί οἱ ἐκ τήν πρός τά τοῦ ἀπό ὁ ἐν διά τῶν ὅτι ὑπό κατά ἡ τῆς τόν αἱ ὡς εἰς μετά τό καί ἐπί οἱ ἐκ τήν πρός τά τοῦ ἀπό ὁ ἐν διά τῶν ὅτι ὑπό κατά ἡ τῆς τόν αἱ ὡς εἰς μετά τό καί ἐπί οἱ ἐκ τήν πρός τά τοῦ ἀπό ὁ ἐν διά τῶν ὅτι ὑπό κατά ἡ τῆς τόν αἱ ὡς εἰς μετά τό καί ἐπί οἱ ἐκ τήν πρός τά τοῦ ἀπό ὁ ἐν διά τῶν ὅτι ὑπό κατά ἡ τῆς τόν αἱ ὡς εἰς μετά τό καί ἐπί οἱ ἐκ τήν πρός τά τοῦ ἀπό ὁ ἐν διά τῶν ὅτι ὑπό κατά ἡ τῆς τόν αἱ ὡς εἰς μετά τό καί ἐπί οἱ ἐκ τήν πρός τά τοῦ ἀπό ὁ ἐν διά τῶν ὅτι ὑπό κατά ἡ τῆς τόν αἱ ὡς εἰς μετά τό καί ἐπί οἱ ἐκ τήν πρός τά τοῦ ἀπό ὁ ἐν διά τῶν ὅτι ὑπό κατά ἡ τῆς τόν αἱ ὡς εἰς μετά τό καί ἐπί οἱ ἐκ τήν πρός τά τοῦ ἀπό ὁ ἐν διά τῶν ὅτι ὑπό κατά ἡ τῆς τόν αἱ ὡς εἰς μετά τό καί ἐπί οἱ ἐκ τήν πρός τά τοῦ ἀπό ὁ ἐν διά τῶν ὅτι ὑπό κατά ἡ τῆς τόν αἱ ὡς εἰς μετά τό καί ἐπί οἱ ἐκ τήν πρός τά τοῦ ἀπό ὁ ἐν διά τῶν ὅτι ὑπό κατά ἡ τῆς τόν αἱ ὡς εἰς μετά τό καί ἐπί οἱ ἐκ τήν πρός τά τοῦ ἀπό ὁ ἐν διά τῶν ὅτι ὑπό κατά ἡ τῆς τόν αἱ ὡς εἰς μετά τό καί ἐπί οἱ ἐκ τήν πρός τά τοῦ ἀπό ὁ ἐν διά τῶν ὅτι ὑπό κατά ἡ τῆς.	[517, 195, 802, 386]
article-body	[517, 1154, 802, 1315]
article-filler-text: κατά ἡ τῆς τόν αἱ ὡς εἰς μετά τό καί ἐπί οἱ ἐκ τήν πρός τά τοῦ ἀπό ὁ ἐν διά τῶν ὅτι ὑπό κατά ἡ τῆς τόν αἱ ὡς εἰς μετά τό καί ἐπί οἱ ἐκ τήν πρός τά τοῦ ἀπό ὁ ἐν διά τῶν ὅτι ὑπό κατά ἡ τῆς τόν αἱ ὡς εἰς μετά τό καί ἐπί οἱ ἐκ τήν πρός τά τοῦ ἀπό ὁ ἐν διά τῶν ὅτι ὑπό κατά ἡ τῆς τόν αἱ ὡς εἰς μετά τό καί ἐπί οἱ ἐκ τήν πρός τά τοῦ ἀπό ὁ ἐν διά τῶν ὅτι ὑπό κατά ἡ τῆς τόν αἱ ὡς εἰς μετά τό καί ἐπί οἱ ἐκ τήν πρός τά τοῦ ἀπό ὁ ἐν διά τῶν ὅτι ὑπό κατά ἡ τῆς τόν αἱ ὡς.	[270, 1366, 508, 1455]
article-body	[811, 38, 1049, 199]
article-paragraph: Τήν 11.30 π.μ. χθές ἐπί τῆς ὁδοῦ Ἠρακλείου ἐσημειώθη τό τραγικόν ἐπεισόδιον.	[517, 155, 802, 175]
article-headline: ΔΥΟ ΚΥΠΡΙΟΙ ΥΠΟΥΡΓΟΙ ΜΕΤΕΒΗΣΑΝ ΕΙΣ ΤΗΝ ΡΟΔΟΝ ΔΙΑ ΠΕΝΘΗΜΕΡΟΝ ΕΠΙΣΗΜΟΝ ΕΠΙΣΚΕΨΙΝ ΕΠΙ ΤΗ ΚΑΘΙΕΡΩΣΕΙ ΤΗΣ ΑΕΡΟΠΟΡΙΚΗΣ ΓΡΑΜΜΗΣ	[1058, 284, 1556, 339]
article-headline: ΑΡΧΙΖΕΙ ΑΠΟ ΣΗΜΕΡΟΝ Η ΑΠΕΡΓΙΑ ΠΕΙΝΗΣ ΣΙΔΗΡΟΔΡΟΜΙΚΩΝ ΤΟΥ ΚΛΑΔΟΥ ΚΙΝΗΣΕΩΣ	[1058, 808, 1556, 847]
article	[270, 1324, 508, 1456]
article-filler-text: τοῦ ἀπό ὁ ἐν διά τῶν ὅτι ὑπό κατά ἡ τῆς τόν αἱ ὡς εἰς μετά τό καί ἐπί οἱ ἐκ τήν πρός τά τοῦ ἀπό ὁ ἐν διά τῶν ὅτι ὑπό κατά ἡ τῆς τόν αἱ ὡς εἰς μετά τό καί ἐπί οἱ ἐκ τήν πρός τά τοῦ ἀπό ὁ ἐν διά τῶν ὅτι ὑπό κατά ἡ τῆς τόν αἱ ὡς εἰς μετά τό καί ἐπί οἱ ἐκ τήν πρός τά τοῦ ἀπό ὁ ἐν διά τῶν ὅτι ὑπό κατά ἡ τῆς τόν αἱ ὡς εἰς μετά τό καί ἐπί οἱ ἐκ τήν πρός τά τοῦ ἀπό ὁ ἐν διά τῶν ὅτι ὑπό κατά ἡ τῆς τόν αἱ ὡς εἰς μετά τό καί ἐπί οἱ ἐκ τήν πρός τά τοῦ ἀπό ὁ ἐν διά τῶν.	[811, 1105, 1049, 1186]
article-paragraph: ΚΟΡΙΝΘΟΣ, 5.— Εἰς τήν περιοχήν ἀνευρέθη τό πτῶμα.	[280, 1112, 500, 1122]
article-paragraph: Τήν 11ην νυκτερινήν ἐξερράγη πυρκαϊά.	[821, 775, 983, 785]
article	[1058, 808, 1556, 920]
article-headline: ΕΓΚΡΙΝΟΝΤΑΙ ΚΑΘΗΜΑΤΙΣΜΟΙ ΠΡΟΣ Η ΜΟΝ ΣΤΑΦΥΛΩΝ	[811, 1333, 1049, 1363]
article-body	[270, 1739, 508, 1819]
article	[1058, 403, 1556, 532]
article-subheadline: ΠΡΟΤΕΙΝΕΤΑΙ Η ΕΦΑΡΜΟΓΗ ΝΕΩΝ ΜΕΤΡΩΝ	[1200, 89, 1414, 100]
article-paragraph: ΑΘΗΝΑΙ, 5.— Ἐπεσημάνθη εἰς Ἰταλίαν τό σκάφος.	[821, 940, 1025, 950]
article-body	[270, 966, 508, 1056]
article-paragraph: ΑΘΗΝΑΙ, 5.— Ὑπό τοῦ πρωθυπουργοῦ κ. Παπανδρέου ἀπεφασίσθη ἡ ἵδρυσις τμήματος Φιλολογικῶν Ἐπιστημῶν.	[270, 49, 508, 70]
article	[270, 932, 508, 1056]
article-filler-text: τοῦ ἀπό ὁ ἐν διά τῶν ὅτι ὑπό κατά ἡ τῆς τόν αἱ ὡς εἰς μετά τό καί ἐπί οἱ ἐκ τήν πρός τά τοῦ ἀπό ὁ ἐν διά τῶν ὅτι ὑπό κατά ἡ τῆς τόν αἱ ὡς εἰς μετά τό καί ἐπί οἱ ἐκ τήν πρός τά τοῦ ἀπό ὁ ἐν διά τῶν.	[12, 1780, 261, 1820]
article	[811, 1051, 1049, 1187]
article-paragraph: ΠΑΡΙΣΙΟΙ, 5.— Κατά πληροφορίας.	[1068, 737, 1208, 747]
article-body	[270, 244, 508, 374]
article	[811, 4, 1049, 198]
article-filler-text: ἀπό ὁ ἐν διά τῶν ὅτι ὑπό κατά ἡ τῆς τόν αἱ ὡς εἰς μετά τό καί ἐπί οἱ ἐκ τήν πρός τά τοῦ ἀπό ὁ ἐν διά τῶν ὅτι ὑπό κατά ἡ τῆς τόν αἱ ὡς εἰς μετά τό καί ἐπί οἱ ἐκ τήν πρός τά τοῦ ἀπό ὁ ἐν διά τῶν ὅτι ὑπό κατά ἡ τῆς τόν αἱ ὡς εἰς μετά τό καί ἐπί οἱ ἐκ τήν πρός τά τοῦ ἀπό ὁ ἐν διά τῶν ὅτι ὑπό κατά ἡ τῆς τόν αἱ ὡς εἰς μετά τό καί ἐπί οἱ ἐκ τήν πρός τά τοῦ ἀπό ὁ ἐν διά τῶν ὅτι ὑπό κατά ἡ τῆς τόν αἱ ὡς εἰς μετά τό καί ἐπί οἱ ἐκ τήν πρός τά τοῦ ἀπό ὁ ἐν διά τῶν ὅτι.	[1058, 353, 1556, 392]
article-paragraph: ΑΘΗΝΑΙ, 5.— Ὁ ὑπουργός Γεωργίας θά ἐξετάσῃ τό θέμα.	[811, 385, 1049, 406]
rate-value: 284.00	[412, 462, 440, 471]
article-body	[811, 242, 1049, 342]
article-body	[12, 326, 261, 447]
article-filler-text: τήν πρός τά τοῦ ἀπό ὁ ἐν διά τῶν ὅτι ὑπό κατά ἡ τῆς τόν αἱ ὡς εἰς μετά τό καί ἐπί οἱ ἐκ τήν πρός τά τοῦ ἀπό ὁ ἐν διά τῶν ὅτι ὑπό κατά ἡ τῆς τόν αἱ ὡς εἰς μετά τό καί ἐπί οἱ ἐκ τήν πρός τά τοῦ ἀπό ὁ ἐν διά τῶν ὅτι ὑπό κατά ἡ τῆς τόν αἱ ὡς εἰς μετά τό καί ἐπί οἱ ἐκ τήν πρός τά τοῦ ἀπό ὁ ἐν διά τῶν ὅτι ὑπό κατά ἡ τῆς τόν αἱ ὡς εἰς μετά τό καί ἐπί οἱ ἐκ τήν πρός τά τοῦ ἀπό ὁ ἐν διά τῶν ὅτι ὑπό κατά ἡ τῆς τόν αἱ ὡς εἰς μετά τό καί ἐπί οἱ ἐκ τήν πρός τά τοῦ ἀπό ὁ ἐν διά τῶν ὅτι ὑπό κατά ἡ τῆς τόν αἱ ὡς εἰς μετά τό καί ἐπί οἱ ἐκ τήν πρός τά τοῦ ἀπό ὁ ἐν διά τῶν ὅτι ὑπό κατά ἡ τῆς τόν αἱ ὡς εἰς μετά τό καί ἐπί οἱ ἐκ τήν πρός τά τοῦ ἀπό ὁ ἐν διά τῶν ὅτι ὑπό κατά ἡ τῆς τόν αἱ ὡς εἰς μετά τό καί ἐπί οἱ ἐκ τήν πρός τά τοῦ ἀπό ὁ.	[1058, 859, 1556, 920]
article	[517, 113, 802, 386]
article	[270, 210, 508, 374]
article	[517, 4, 802, 103]
article-paragraph: ΚΟΜΟΤΗΝΗ, 5.— Ἀναστάτωσιν προκάλεσε εἰς τήν ἀγοράν τῆς πόλεως ἡ ἐνέργεια τῶν Τούρκων βουλευτῶν.	[517, 528, 802, 549]
article-paragraph: ΑΛΕΞΑΝΔΡΟΥΠΟΛΙΣ, 5.— Εἰς τό ἑορταστικόν πρόγραμμα περιελήφθη ἡ τελετή τῶν Θεοφανείων.	[12, 1648, 261, 1668]
article-body	[811, 1470, 1049, 1550]
article-paragraph: ΚΑΒΑΛΑ, 5.— Εἰς Χρυσούπολιν.	[821, 1765, 950, 1775]
article-paragraph: Οἱ δύο ἔμποροι ἀλληλοεμηνύσθησαν.	[280, 1499, 429, 1509]
